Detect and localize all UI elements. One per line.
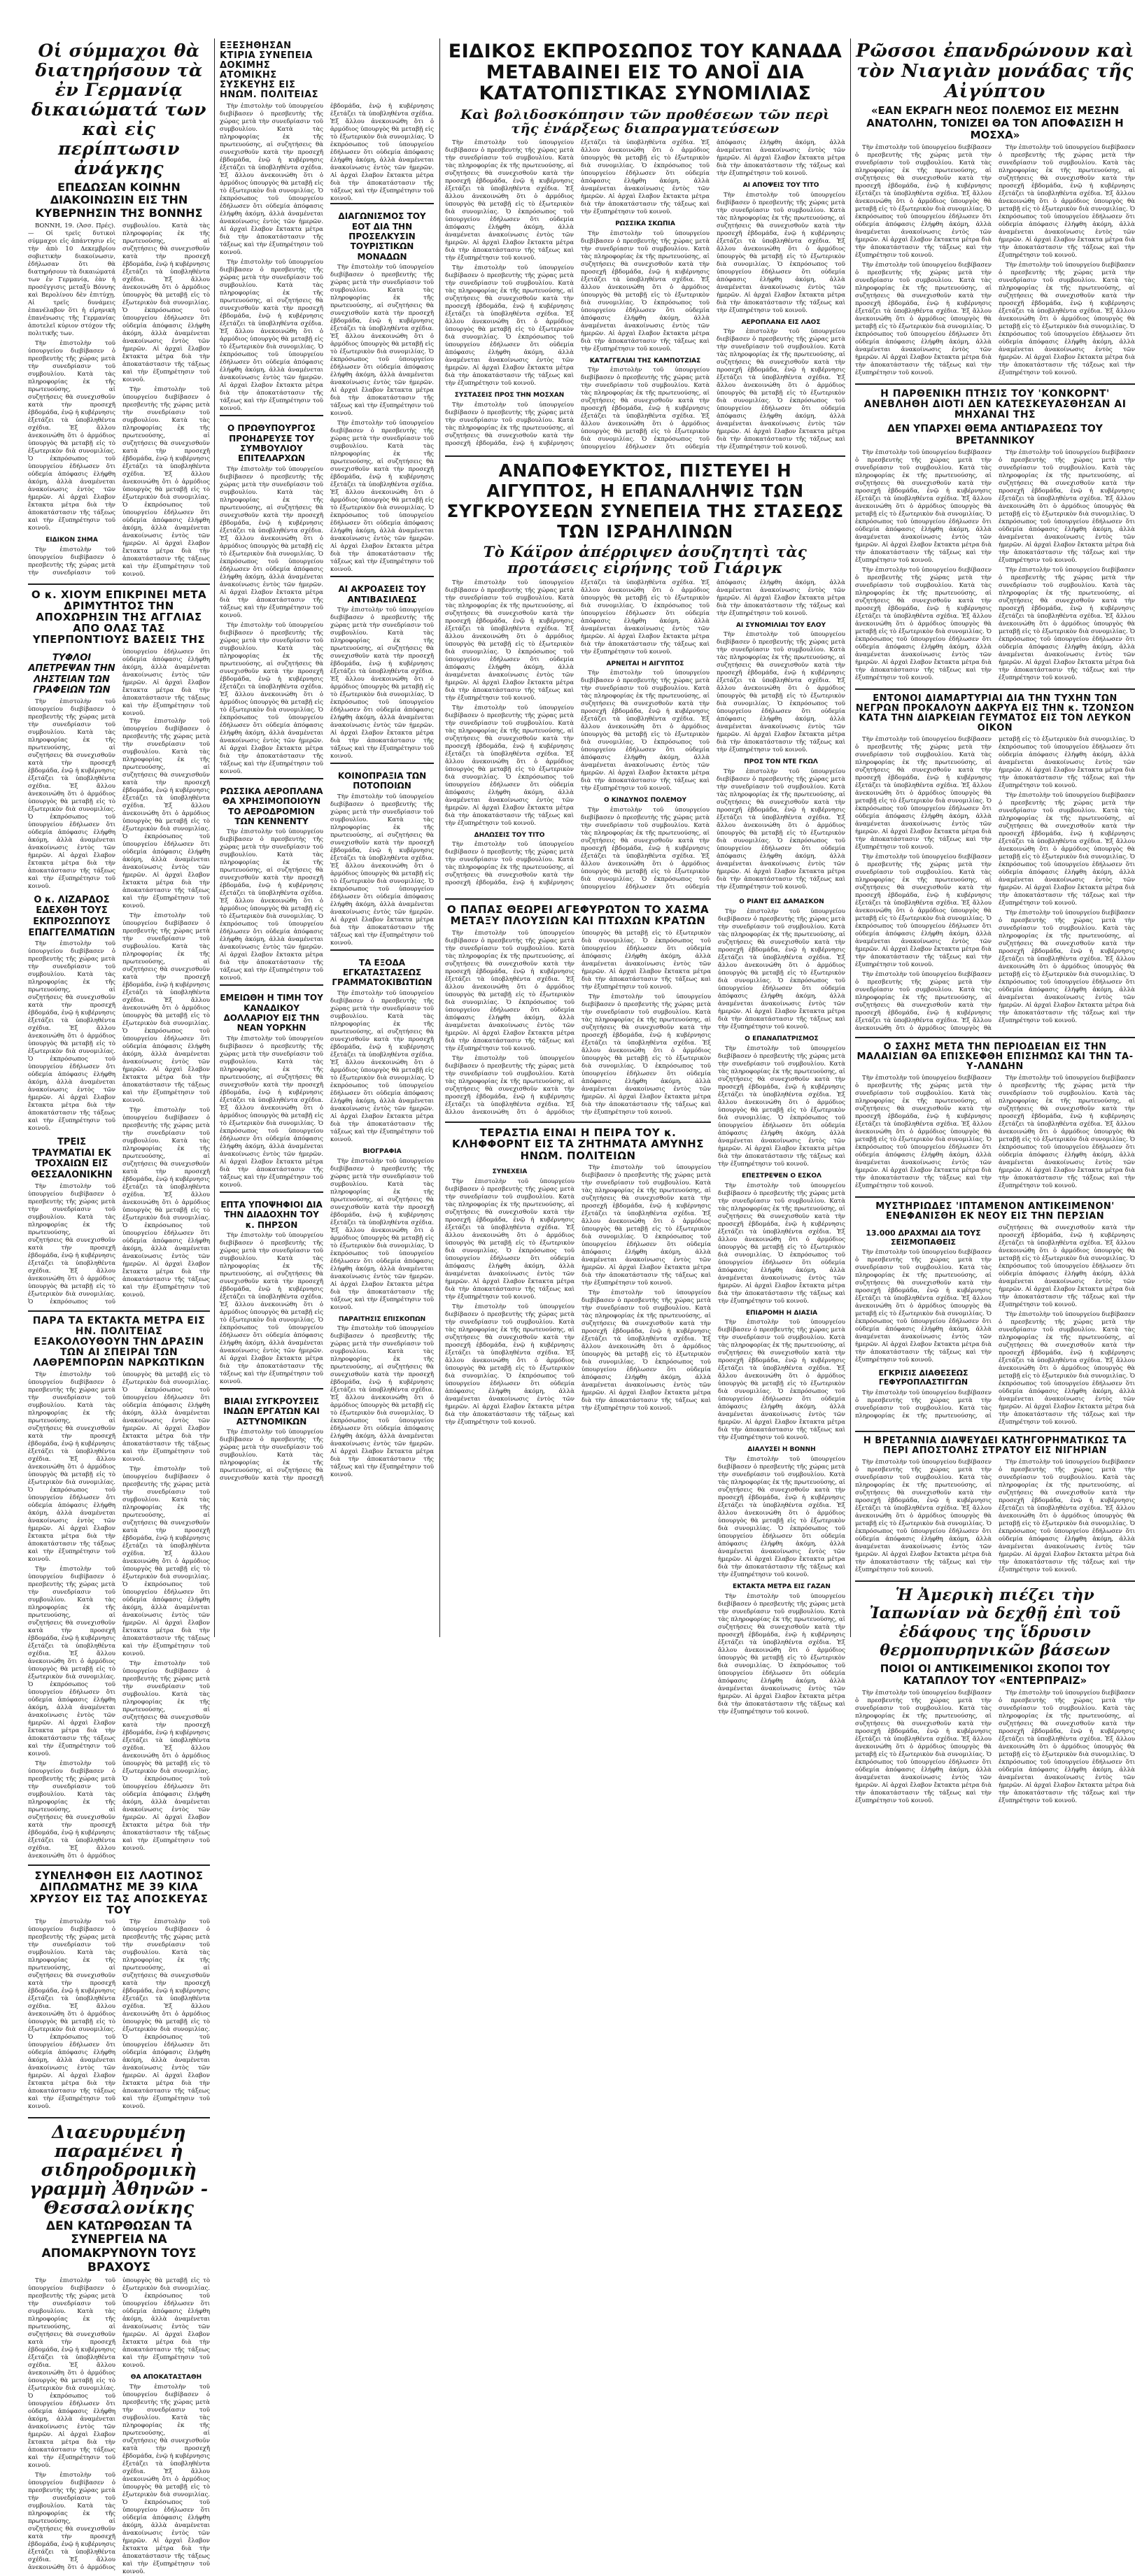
subhead-mini: ΔΗΛΩΣΕΙΣ ΤΟΥ ΤΙΤΟ <box>474 831 545 839</box>
subhead-weighbridges: ΕΓΚΡΙΣΙΣ ΔΙΑΘΕΣΕΩΣ ΓΕΦΥΡΟΠΛΑΣΤΙΓΓΩΝ <box>878 1368 968 1387</box>
subhead-mini: ΑΕΡΟΠΛΑΝΑ ΕΙΣ ΛΑΟΣ <box>741 318 821 326</box>
subhead-mini: Ο ΡΙΑΝΤ ΕΙΣ ΔΑΜΑΣΚΟΝ <box>739 898 824 906</box>
headline-indian-workers: ΒΙΑΙΑΙ ΣΥΓΚΡΟΥΣΕΙΣ ΙΝΔΩΝ ΕΡΓΑΤΩΝ ΚΑΙ ΑΣΤΥΝΟΜΙΚΩΝ <box>223 1396 320 1427</box>
headline-narcotics: ΠΑΡΑ ΤΑ ΕΚΤΑΚΤΑ ΜΕΤΡΑ ΕΙΣ ΗΝ. ΠΟΛΙΤΕΙΑΣ ΕΞΑΚΟΛΟΥΘΟΥΝ ΤΗΝ ΔΡΑΣΙΝ ΤΩΝ ΑΙ ΣΠΕΙΡΑΙ ΤΩΝ ΛΑΘΡΕΜΠΟΡΩΝ ΝΑΡΚΩΤΙΚΩΝ <box>32 1315 206 1369</box>
column-rule <box>439 38 440 1637</box>
subhead-mini: ΑΙ ΑΠΟΨΕΙΣ ΤΟΥ ΤΙΤΟ <box>742 181 819 189</box>
column-3: ΕΙΔΙΚΟΣ ΕΚΠΡΟΣΩΠΟΣ ΤΟΥ ΚΑΝΑΔΑ ΜΕΤΑΒΑΙΝΕΙ ΕΙΣ ΤΟ ΑΝΟΪ ΔΙΑ ΚΑΤΑΤΟΠΙΣΤΙΚΑΣ ΣΥΝΟΜΙΛΙΑΣ Καὶ βολιδοσκόπησιν τῶν προθέσεων τῶν περὶ τῆς ἐνάρξεως διαπραγματεύσεων Τὴν ἐπιστολὴν τοῦ ὑπουργείου διεβίβασεν ὁ πρεσβευτὴς τῆς χώρας μετὰ τὴν συνεδρίασιν τοῦ συμβουλίου. Κατὰ τὰς πληροφορίας ἐκ τῆς πρωτευούσης, αἱ συζητήσεις θὰ συνεχισθοῦν κατὰ τὴν προσεχῆ ἑβδομάδα, ἐνῷ ἡ κυβέρνησις ἐξετάζει τὰ ὑποβληθέντα σχέδια. Ἐξ ἄλλου ἀνεκοινώθη ὅτι ὁ ἀρμόδιος ὑπουργὸς θὰ μεταβῇ εἰς τὸ ἐξωτερικὸν διὰ συνομιλίας. Ὁ ἐκπρόσωπος τοῦ ὑπουργείου ἐδήλωσεν ὅτι οὐδεμία ἀπόφασις ἐλήφθη ἀκόμη, ἀλλὰ ἀναμένεται ἀνακοίνωσις ἐντὸς τῶν ἡμερῶν. Αἱ ἀρχαὶ ἔλαβον ἔκτακτα μέτρα διὰ τὴν ἀποκατάστασιν τῆς τάξεως καὶ τὴν ἐξυπηρέτησιν τοῦ κοινοῦ. Τὴν ἐπιστολὴν τοῦ ὑπουργείου διεβίβασεν ὁ πρεσβευτὴς τῆς χώρας μετὰ τὴν συνεδρίασιν τοῦ συμβουλίου. Κατὰ τὰς πληροφορίας ἐκ τῆς πρωτευούσης, αἱ συζητήσεις θὰ συνεχισθοῦν κατὰ τὴν προσεχῆ ἑβδομάδα, ἐνῷ ἡ κυβέρνησις ἐξετάζει τὰ ὑποβληθέντα σχέδια. Ἐξ ἄλλου ἀνεκοινώθη ὅτι ὁ ἀρμόδιος ὑπουργὸς θὰ μεταβῇ εἰς τὸ ἐξωτερικὸν διὰ συνομιλίας. Ὁ ἐκπρόσωπος τοῦ ὑπουργείου ἐδήλωσεν ὅτι οὐδεμία ἀπόφασις ἐλήφθη ἀκόμη, ἀλλὰ ἀναμένεται ἀνακοίνωσις ἐντὸς τῶν ἡμερῶν. Αἱ ἀρχαὶ ἔλαβον ἔκτακτα μέτρα διὰ τὴν ἀποκατάστασιν τῆς τάξεως καὶ τὴν ἐξυπηρέτησιν τοῦ κοινοῦ. ΣΥΣΤΑΣΕΙΣ ΠΡΟΣ ΤΗΝ ΜΟΣΧΑΝ Τὴν ἐπιστολὴν τοῦ ὑπουργείου διεβίβασεν ὁ πρεσβευτὴς τῆς χώρας μετὰ τὴν συνεδρίασιν τοῦ συμβουλίου. Κατὰ τὰς πληροφορίας ἐκ τῆς πρωτευούσης, αἱ συζητήσεις θὰ συνεχισθοῦν κατὰ τὴν προσεχῆ ἑβδομάδα, ἐνῷ ἡ κυβέρνησις ἐξετάζει τὰ ὑποβληθέντα σχέδια. Ἐξ ἄλλου ἀνεκοινώθη ὅτι ὁ ἀρμόδιος ὑπουργὸς θὰ μεταβῇ εἰς τὸ ἐξωτερικὸν διὰ συνομιλίας. Ὁ ἐκπρόσωπος τοῦ ὑπουργείου ἐδήλωσεν ὅτι οὐδεμία ἀπόφασις ἐλήφθη ἀκόμη, ἀλλὰ ἀναμένεται ἀνακοίνωσις ἐντὸς τῶν ἡμερῶν. Αἱ ἀρχαὶ ἔλαβον ἔκτακτα μέτρα διὰ τὴν ἀποκατάστασιν τῆς τάξεως καὶ τὴν ἐξυπηρέτησιν τοῦ κοινοῦ. ΡΩΣΣΙΚΑ ΣΚΩΠΙΑ Τὴν ἐπιστολὴν τοῦ ὑπουργείου διεβίβασεν ὁ πρεσβευτὴς τῆς χώρας μετὰ τὴν συνεδρίασιν τοῦ συμβουλίου. Κατὰ τὰς πληροφορίας ἐκ τῆς πρωτευούσης, αἱ συζητήσεις θὰ συνεχισθοῦν κατὰ τὴν προσεχῆ ἑβδομάδα, ἐνῷ ἡ κυβέρνησις ἐξετάζει τὰ ὑποβληθέντα σχέδια. Ἐξ ἄλλου ἀνεκοινώθη ὅτι ὁ ἀρμόδιος ὑπουργὸς θὰ μεταβῇ εἰς τὸ ἐξωτερικὸν διὰ συνομιλίας. Ὁ ἐκπρόσωπος τοῦ ὑπουργείου ἐδήλωσεν ὅτι οὐδεμία ἀπόφασις ἐλήφθη ἀκόμη, ἀλλὰ ἀναμένεται ἀνακοίνωσις ἐντὸς τῶν ἡμερῶν. Αἱ ἀρχαὶ ἔλαβον ἔκτακτα μέτρα διὰ τὴν ἀποκατάστασιν τῆς τάξεως καὶ τὴν ἐξυπηρέτησιν τοῦ κοινοῦ. ΚΑΤΑΓΓΕΛΙΑΙ ΤΗΣ ΚΑΜΠΟΤΖΙΑΣ Τὴν ἐπιστολὴν τοῦ ὑπουργείου διεβίβασεν ὁ πρεσβευτὴς τῆς χώρας μετὰ τὴν συνεδρίασιν τοῦ συμβουλίου. Κατὰ τὰς πληροφορίας ἐκ τῆς πρωτευούσης, αἱ συζητήσεις θὰ συνεχισθοῦν κατὰ τὴν προσεχῆ ἑβδομάδα, ἐνῷ ἡ κυβέρνησις ἐξετάζει τὰ ὑποβληθέντα σχέδια. Ἐξ ἄλλου ἀνεκοινώθη ὅτι ὁ ἀρμόδιος ὑπουργὸς θὰ μεταβῇ εἰς τὸ ἐξωτερικὸν διὰ συνομιλίας. Ὁ ἐκπρόσωπος τοῦ ὑπουργείου ἐδήλωσεν ὅτι οὐδεμία ἀπόφασις ἐλήφθη ἀκόμη, ἀλλὰ ἀναμένεται ἀνακοίνωσις ἐντὸς τῶν ἡμερῶν. Αἱ ἀρχαὶ ἔλαβον ἔκτακτα μέτρα διὰ τὴν ἀποκατάστασιν τῆς τάξεως καὶ τὴν ἐξυπηρέτησιν τοῦ κοινοῦ. ΑΙ ΑΠΟΨΕΙΣ ΤΟΥ ΤΙΤΟ Τὴν ἐπιστολὴν τοῦ ὑπουργείου διεβίβασεν ὁ πρεσβευτὴς τῆς χώρας μετὰ τὴν συνεδρίασιν τοῦ συμβουλίου. Κατὰ τὰς πληροφορίας ἐκ τῆς πρωτευούσης, αἱ συζητήσεις θὰ συνεχισθοῦν κατὰ τὴν προσεχῆ ἑβδομάδα, ἐνῷ ἡ κυβέρνησις ἐξετάζει τὰ ὑποβληθέντα σχέδια. Ἐξ ἄλλου ἀνεκοινώθη ὅτι ὁ ἀρμόδιος ὑπουργὸς θὰ μεταβῇ εἰς τὸ ἐξωτερικὸν διὰ συνομιλίας. Ὁ ἐκπρόσωπος τοῦ ὑπουργείου ἐδήλωσεν ὅτι οὐδεμία ἀπόφασις ἐλήφθη ἀκόμη, ἀλλὰ ἀναμένεται ἀνακοίνωσις ἐντὸς τῶν ἡμερῶν. Αἱ ἀρχαὶ ἔλαβον ἔκτακτα μέτρα διὰ τὴν ἀποκατάστασιν τῆς τάξεως καὶ τὴν ἐξυπηρέτησιν τοῦ κοινοῦ. ΑΕΡΟΠΛΑΝΑ ΕΙΣ ΛΑΟΣ Τὴν ἐπιστολὴν τοῦ ὑπουργείου διεβίβασεν ὁ πρεσβευτὴς τῆς χώρας μετὰ τὴν συνεδρίασιν τοῦ συμβουλίου. Κατὰ τὰς πληροφορίας ἐκ τῆς πρωτευούσης, αἱ συζητήσεις θὰ συνεχισθοῦν κατὰ τὴν προσεχῆ ἑβδομάδα, ἐνῷ ἡ κυβέρνησις ἐξετάζει τὰ ὑποβληθέντα σχέδια. Ἐξ ἄλλου ἀνεκοινώθη ὅτι ὁ ἀρμόδιος ὑπουργὸς θὰ μεταβῇ εἰς τὸ ἐξωτερικὸν διὰ συνομιλίας. Ὁ ἐκπρόσωπος τοῦ ὑπουργείου ἐδήλωσεν ὅτι οὐδεμία ἀπόφασις ἐλήφθη ἀκόμη, ἀλλὰ ἀναμένεται ἀνακοίνωσις ἐντὸς τῶν ἡμερῶν. Αἱ ἀρχαὶ ἔλαβον ἔκτακτα μέτρα διὰ τὴν ἀποκατάστασιν τῆς τάξεως καὶ τὴν ἐξυπηρέτησιν τοῦ κοινοῦ. ΑΝΑΠΟΦΕΥΚΤΟΣ, ΠΙΣΤΕΥΕΙ Η ΑΙΓΥΠΤΟΣ, Η ΕΠΑΝΑΛΗΨΙΣ ΤΩΝ ΣΥΓΚΡΟΥΣΕΩΝ ΣΥΝΕΠΕΙΑ ΤΗΣ ΣΤΑΣΕΩΣ ΤΩΝ ΙΣΡΑΗΛΙΝΩΝ Τὸ Κάϊρον ἀπέρριψεν ἀσυζητητὶ τὰς προτάσεις εἰρήνης τοῦ Γιάριγκ Τὴν ἐπιστολὴν τοῦ ὑπουργείου διεβίβασεν ὁ πρεσβευτὴς τῆς χώρας μετὰ τὴν συνεδρίασιν τοῦ συμβουλίου. Κατὰ τὰς πληροφορίας ἐκ τῆς πρωτευούσης, αἱ συζητήσεις θὰ συνεχισθοῦν κατὰ τὴν προσεχῆ ἑβδομάδα, ἐνῷ ἡ κυβέρνησις ἐξετάζει τὰ ὑποβληθέντα σχέδια. Ἐξ ἄλλου ἀνεκοινώθη ὅτι ὁ ἀρμόδιος ὑπουργὸς θὰ μεταβῇ εἰς τὸ ἐξωτερικὸν διὰ συνομιλίας. Ὁ ἐκπρόσωπος τοῦ ὑπουργείου ἐδήλωσεν ὅτι οὐδεμία ἀπόφασις ἐλήφθη ἀκόμη, ἀλλὰ ἀναμένεται ἀνακοίνωσις ἐντὸς τῶν ἡμερῶν. Αἱ ἀρχαὶ ἔλαβον ἔκτακτα μέτρα διὰ τὴν ἀποκατάστασιν τῆς τάξεως καὶ τὴν ἐξυπηρέτησιν τοῦ κοινοῦ. Τὴν ἐπιστολὴν τοῦ ὑπουργείου διεβίβασεν ὁ πρεσβευτὴς τῆς χώρας μετὰ τὴν συνεδρίασιν τοῦ συμβουλίου. Κατὰ τὰς πληροφορίας ἐκ τῆς πρωτευούσης, αἱ συζητήσεις θὰ συνεχισθοῦν κατὰ τὴν προσεχῆ ἑβδομάδα, ἐνῷ ἡ κυβέρνησις ἐξετάζει τὰ ὑποβληθέντα σχέδια. Ἐξ ἄλλου ἀνεκοινώθη ὅτι ὁ ἀρμόδιος ὑπουργὸς θὰ μεταβῇ εἰς τὸ ἐξωτερικὸν διὰ συνομιλίας. Ὁ ἐκπρόσωπος τοῦ ὑπουργείου ἐδήλωσεν ὅτι οὐδεμία ἀπόφασις ἐλήφθη ἀκόμη, ἀλλὰ ἀναμένεται ἀνακοίνωσις ἐντὸς τῶν ἡμερῶν. Αἱ ἀρχαὶ ἔλαβον ἔκτακτα μέτρα διὰ τὴν ἀποκατάστασιν τῆς τάξεως καὶ τὴν ἐξυπηρέτησιν τοῦ κοινοῦ. ΔΗΛΩΣΕΙΣ ΤΟΥ ΤΙΤΟ Τὴν ἐπιστολὴν τοῦ ὑπουργείου διεβίβασεν ὁ πρεσβευτὴς τῆς χώρας μετὰ τὴν συνεδρίασιν τοῦ συμβουλίου. Κατὰ τὰς πληροφορίας ἐκ τῆς πρωτευούσης, αἱ συζητήσεις θὰ συνεχισθοῦν κατὰ τὴν προσεχῆ ἑβδομάδα, ἐνῷ ἡ κυβέρνησις ἐξετάζει τὰ ὑποβληθέντα σχέδια. Ἐξ ἄλλου ἀνεκοινώθη ὅτι ὁ ἀρμόδιος ὑπουργὸς θὰ μεταβῇ εἰς τὸ ἐξωτερικὸν διὰ συνομιλίας. Ὁ ἐκπρόσωπος τοῦ ὑπουργείου ἐδήλωσεν ὅτι οὐδεμία ἀπόφασις ἐλήφθη ἀκόμη, ἀλλὰ ἀναμένεται ἀνακοίνωσις ἐντὸς τῶν ἡμερῶν. Αἱ ἀρχαὶ ἔλαβον ἔκτακτα μέτρα διὰ τὴν ἀποκατάστασιν τῆς τάξεως καὶ τὴν ἐξυπηρέτησιν τοῦ κοινοῦ. ΑΡΝΕΙΤΑΙ Η ΑΙΓΥΠΤΟΣ Τὴν ἐπιστολὴν τοῦ ὑπουργείου διεβίβασεν ὁ πρεσβευτὴς τῆς χώρας μετὰ τὴν συνεδρίασιν τοῦ συμβουλίου. Κατὰ τὰς πληροφορίας ἐκ τῆς πρωτευούσης, αἱ συζητήσεις θὰ συνεχισθοῦν κατὰ τὴν προσεχῆ ἑβδομάδα, ἐνῷ ἡ κυβέρνησις ἐξετάζει τὰ ὑποβληθέντα σχέδια. Ἐξ ἄλλου ἀνεκοινώθη ὅτι ὁ ἀρμόδιος ὑπουργὸς θὰ μεταβῇ εἰς τὸ ἐξωτερικὸν διὰ συνομιλίας. Ὁ ἐκπρόσωπος τοῦ ὑπουργείου ἐδήλωσεν ὅτι οὐδεμία ἀπόφασις ἐλήφθη ἀκόμη, ἀλλὰ ἀναμένεται ἀνακοίνωσις ἐντὸς τῶν ἡμερῶν. Αἱ ἀρχαὶ ἔλαβον ἔκτακτα μέτρα διὰ τὴν ἀποκατάστασιν τῆς τάξεως καὶ τὴν ἐξυπηρέτησιν τοῦ κοινοῦ. Ο ΚΙΝΔΥΝΟΣ ΠΟΛΕΜΟΥ Τὴν ἐπιστολὴν τοῦ ὑπουργείου διεβίβασεν ὁ πρεσβευτὴς τῆς χώρας μετὰ τὴν συνεδρίασιν τοῦ συμβουλίου. Κατὰ τὰς πληροφορίας ἐκ τῆς πρωτευούσης, αἱ συζητήσεις θὰ συνεχισθοῦν κατὰ τὴν προσεχῆ ἑβδομάδα, ἐνῷ ἡ κυβέρνησις ἐξετάζει τὰ ὑποβληθέντα σχέδια. Ἐξ ἄλλου ἀνεκοινώθη ὅτι ὁ ἀρμόδιος ὑπουργὸς θὰ μεταβῇ εἰς τὸ ἐξωτερικὸν διὰ συνομιλίας. Ὁ ἐκπρόσωπος τοῦ ὑπουργείου ἐδήλωσεν ὅτι οὐδεμία ἀπόφασις ἐλήφθη ἀκόμη, ἀλλὰ ἀναμένεται ἀνακοίνωσις ἐντὸς τῶν ἡμερῶν. Αἱ ἀρχαὶ ἔλαβον ἔκτακτα μέτρα διὰ τὴν ἀποκατάστασιν τῆς τάξεως καὶ τὴν ἐξυπηρέτησιν τοῦ κοινοῦ. ΑΙ ΣΥΝΟΜΙΛΙΑΙ ΤΟΥ ΕΛΟΥ Τὴν ἐπιστολὴν τοῦ ὑπουργείου διεβίβασεν ὁ πρεσβευτὴς τῆς χώρας μετὰ τὴν συνεδρίασιν τοῦ συμβουλίου. Κατὰ τὰς πληροφορίας ἐκ τῆς πρωτευούσης, αἱ συζητήσεις θὰ συνεχισθοῦν κατὰ τὴν προσεχῆ ἑβδομάδα, ἐνῷ ἡ κυβέρνησις ἐξετάζει τὰ ὑποβληθέντα σχέδια. Ἐξ ἄλλου ἀνεκοινώθη ὅτι ὁ ἀρμόδιος ὑπουργὸς θὰ μεταβῇ εἰς τὸ ἐξωτερικὸν διὰ συνομιλίας. Ὁ ἐκπρόσωπος τοῦ ὑπουργείου ἐδήλωσεν ὅτι οὐδεμία ἀπόφασις ἐλήφθη ἀκόμη, ἀλλὰ ἀναμένεται ἀνακοίνωσις ἐντὸς τῶν ἡμερῶν. Αἱ ἀρχαὶ ἔλαβον ἔκτακτα μέτρα διὰ τὴν ἀποκατάστασιν τῆς τάξεως καὶ τὴν ἐξυπηρέτησιν τοῦ κοινοῦ. ΠΡΟΣ ΤΟΝ ΝΤΕ ΓΚΩΛ Τὴν ἐπιστολὴν τοῦ ὑπουργείου διεβίβασεν ὁ πρεσβευτὴς τῆς χώρας μετὰ τὴν συνεδρίασιν τοῦ συμβουλίου. Κατὰ τὰς πληροφορίας ἐκ τῆς πρωτευούσης, αἱ συζητήσεις θὰ συνεχισθοῦν κατὰ τὴν προσεχῆ ἑβδομάδα, ἐνῷ ἡ κυβέρνησις ἐξετάζει τὰ ὑποβληθέντα σχέδια. Ἐξ ἄλλου ἀνεκοινώθη ὅτι ὁ ἀρμόδιος ὑπουργὸς θὰ μεταβῇ εἰς τὸ ἐξωτερικὸν διὰ συνομιλίας. Ὁ ἐκπρόσωπος τοῦ ὑπουργείου ἐδήλωσεν ὅτι οὐδεμία ἀπόφασις ἐλήφθη ἀκόμη, ἀλλὰ ἀναμένεται ἀνακοίνωσις ἐντὸς τῶν ἡμερῶν. Αἱ ἀρχαὶ ἔλαβον ἔκτακτα μέτρα διὰ τὴν ἀποκατάστασιν τῆς τάξεως καὶ τὴν ἐξυπηρέτησιν τοῦ κοινοῦ. Ο ΠΑΠΑΣ ΘΕΩΡΕΙ ΑΓΕΦΥΡΩΤΟΝ ΤΟ ΧΑΣΜΑ ΜΕΤΑΞΥ ΠΛΟΥΣΙΩΝ ΚΑΙ ΠΤΩΧΩΝ ΚΡΑΤΩΝ Τὴν ἐπιστολὴν τοῦ ὑπουργείου διεβίβασεν ὁ πρεσβευτὴς τῆς χώρας μετὰ τὴν συνεδρίασιν τοῦ συμβουλίου. Κατὰ τὰς πληροφορίας ἐκ τῆς πρωτευούσης, αἱ συζητήσεις θὰ συνεχισθοῦν κατὰ τὴν προσεχῆ ἑβδομάδα, ἐνῷ ἡ κυβέρνησις ἐξετάζει τὰ ὑποβληθέντα σχέδια. Ἐξ ἄλλου ἀνεκοινώθη ὅτι ὁ ἀρμόδιος ὑπουργὸς θὰ μεταβῇ εἰς τὸ ἐξωτερικὸν διὰ συνομιλίας. Ὁ ἐκπρόσωπος τοῦ ὑπουργείου ἐδήλωσεν ὅτι οὐδεμία ἀπόφασις ἐλήφθη ἀκόμη, ἀλλὰ ἀναμένεται ἀνακοίνωσις ἐντὸς τῶν ἡμερῶν. Αἱ ἀρχαὶ ἔλαβον ἔκτακτα μέτρα διὰ τὴν ἀποκατάστασιν τῆς τάξεως καὶ τὴν ἐξυπηρέτησιν τοῦ κοινοῦ. Τὴν ἐπιστολὴν τοῦ ὑπουργείου διεβίβασεν ὁ πρεσβευτὴς τῆς χώρας μετὰ τὴν συνεδρίασιν τοῦ συμβουλίου. Κατὰ τὰς πληροφορίας ἐκ τῆς πρωτευούσης, αἱ συζητήσεις θὰ συνεχισθοῦν κατὰ τὴν προσεχῆ ἑβδομάδα, ἐνῷ ἡ κυβέρνησις ἐξετάζει τὰ ὑποβληθέντα σχέδια. Ἐξ ἄλλου ἀνεκοινώθη ὅτι ὁ ἀρμόδιος ὑπουργὸς θὰ μεταβῇ εἰς τὸ ἐξωτερικὸν διὰ συνομιλίας. Ὁ ἐκπρόσωπος τοῦ ὑπουργείου ἐδήλωσεν ὅτι οὐδεμία ἀπόφασις ἐλήφθη ἀκόμη, ἀλλὰ ἀναμένεται ἀνακοίνωσις ἐντὸς τῶν ἡμερῶν. Αἱ ἀρχαὶ ἔλαβον ἔκτακτα μέτρα διὰ τὴν ἀποκατάστασιν τῆς τάξεως καὶ τὴν ἐξυπηρέτησιν τοῦ κοινοῦ. Τὴν ἐπιστολὴν τοῦ ὑπουργείου διεβίβασεν ὁ πρεσβευτὴς τῆς χώρας μετὰ τὴν συνεδρίασιν τοῦ συμβουλίου. Κατὰ τὰς πληροφορίας ἐκ τῆς πρωτευούσης, αἱ συζητήσεις θὰ συνεχισθοῦν κατὰ τὴν προσεχῆ ἑβδομάδα, ἐνῷ ἡ κυβέρνησις ἐξετάζει τὰ ὑποβληθέντα σχέδια. Ἐξ ἄλλου ἀνεκοινώθη ὅτι ὁ ἀρμόδιος ὑπουργὸς θὰ μεταβῇ εἰς τὸ ἐξωτερικὸν διὰ συνομιλίας. Ὁ ἐκπρόσωπος τοῦ ὑπουργείου ἐδήλωσεν ὅτι οὐδεμία ἀπόφασις ἐλήφθη ἀκόμη, ἀλλὰ ἀναμένεται ἀνακοίνωσις ἐντὸς τῶν ἡμερῶν. Αἱ ἀρχαὶ ἔλαβον ἔκτακτα μέτρα διὰ τὴν ἀποκατάστασιν τῆς τάξεως καὶ τὴν ἐξυπηρέτησιν τοῦ κοινοῦ. ΤΕΡΑΣΤΙΑ ΕΙΝΑΙ Η ΠΕΙΡΑ ΤΟΥ κ. ΚΛΗΦΦΟΡΝΤ ΕΙΣ ΤΑ ΖΗΤΗΜΑΤΑ ΑΜΥΝΗΣ ΗΝΩΜ. ΠΟΛΙΤΕΙΩΝ ΣΥΝΕΧΕΙΑ Τὴν ἐπιστολὴν τοῦ ὑπουργείου διεβίβασεν ὁ πρεσβευτὴς τῆς χώρας μετὰ τὴν συνεδρίασιν τοῦ συμβουλίου. Κατὰ τὰς πληροφορίας ἐκ τῆς πρωτευούσης, αἱ συζητήσεις θὰ συνεχισθοῦν κατὰ τὴν προσεχῆ ἑβδομάδα, ἐνῷ ἡ κυβέρνησις ἐξετάζει τὰ ὑποβληθέντα σχέδια. Ἐξ ἄλλου ἀνεκοινώθη ὅτι ὁ ἀρμόδιος ὑπουργὸς θὰ μεταβῇ εἰς τὸ ἐξωτερικὸν διὰ συνομιλίας. Ὁ ἐκπρόσωπος τοῦ ὑπουργείου ἐδήλωσεν ὅτι οὐδεμία ἀπόφασις ἐλήφθη ἀκόμη, ἀλλὰ ἀναμένεται ἀνακοίνωσις ἐντὸς τῶν ἡμερῶν. Αἱ ἀρχαὶ ἔλαβον ἔκτακτα μέτρα διὰ τὴν ἀποκατάστασιν τῆς τάξεως καὶ τὴν ἐξυπηρέτησιν τοῦ κοινοῦ. Τὴν ἐπιστολὴν τοῦ ὑπουργείου διεβίβασεν ὁ πρεσβευτὴς τῆς χώρας μετὰ τὴν συνεδρίασιν τοῦ συμβουλίου. Κατὰ τὰς πληροφορίας ἐκ τῆς πρωτευούσης, αἱ συζητήσεις θὰ συνεχισθοῦν κατὰ τὴν προσεχῆ ἑβδομάδα, ἐνῷ ἡ κυβέρνησις ἐξετάζει τὰ ὑποβληθέντα σχέδια. Ἐξ ἄλλου ἀνεκοινώθη ὅτι ὁ ἀρμόδιος ὑπουργὸς θὰ μεταβῇ εἰς τὸ ἐξωτερικὸν διὰ συνομιλίας. Ὁ ἐκπρόσωπος τοῦ ὑπουργείου ἐδήλωσεν ὅτι οὐδεμία ἀπόφασις ἐλήφθη ἀκόμη, ἀλλὰ ἀναμένεται ἀνακοίνωσις ἐντὸς τῶν ἡμερῶν. Αἱ ἀρχαὶ ἔλαβον ἔκτακτα μέτρα διὰ τὴν ἀποκατάστασιν τῆς τάξεως καὶ τὴν ἐξυπηρέτησιν τοῦ κοινοῦ. Τὴν ἐπιστολὴν τοῦ ὑπουργείου διεβίβασεν ὁ πρεσβευτὴς τῆς χώρας μετὰ τὴν συνεδρίασιν τοῦ συμβουλίου. Κατὰ τὰς πληροφορίας ἐκ τῆς πρωτευούσης, αἱ συζητήσεις θὰ συνεχισθοῦν κατὰ τὴν προσεχῆ ἑβδομάδα, ἐνῷ ἡ κυβέρνησις ἐξετάζει τὰ ὑποβληθέντα σχέδια. Ἐξ ἄλλου ἀνεκοινώθη ὅτι ὁ ἀρμόδιος ὑπουργὸς θὰ μεταβῇ εἰς τὸ ἐξωτερικὸν διὰ συνομιλίας. Ὁ ἐκπρόσωπος τοῦ ὑπουργείου ἐδήλωσεν ὅτι οὐδεμία ἀπόφασις ἐλήφθη ἀκόμη, ἀλλὰ ἀναμένεται ἀνακοίνωσις ἐντὸς τῶν ἡμερῶν. Αἱ ἀρχαὶ ἔλαβον ἔκτακτα μέτρα διὰ τὴν ἀποκατάστασιν τῆς τάξεως καὶ τὴν ἐξυπηρέτησιν τοῦ κοινοῦ. Τὴν ἐπιστολὴν τοῦ ὑπουργείου διεβίβασεν ὁ πρεσβευτὴς τῆς χώρας μετὰ τὴν συνεδρίασιν τοῦ συμβουλίου. Κατὰ τὰς πληροφορίας ἐκ τῆς πρωτευούσης, αἱ συζητήσεις θὰ συνεχισθοῦν κατὰ τὴν προσεχῆ ἑβδομάδα, ἐνῷ ἡ κυβέρνησις ἐξετάζει τὰ ὑποβληθέντα σχέδια. Ἐξ ἄλλου ἀνεκοινώθη ὅτι ὁ ἀρμόδιος ὑπουργὸς θὰ μεταβῇ εἰς τὸ ἐξωτερικὸν διὰ συνομιλίας. Ὁ ἐκπρόσωπος τοῦ ὑπουργείου ἐδήλωσεν ὅτι οὐδεμία ἀπόφασις ἐλήφθη ἀκόμη, ἀλλὰ ἀναμένεται ἀνακοίνωσις ἐντὸς τῶν ἡμερῶν. Αἱ ἀρχαὶ ἔλαβον ἔκτακτα μέτρα διὰ τὴν ἀποκατάστασιν τῆς τάξεως καὶ τὴν ἐξυπηρέτησιν τοῦ κοινοῦ. Ο ΡΙΑΝΤ ΕΙΣ ΔΑΜΑΣΚΟΝ Τὴν ἐπιστολὴν τοῦ ὑπουργείου διεβίβασεν ὁ πρεσβευτὴς τῆς χώρας μετὰ τὴν συνεδρίασιν τοῦ συμβουλίου. Κατὰ τὰς πληροφορίας ἐκ τῆς πρωτευούσης, αἱ συζητήσεις θὰ συνεχισθοῦν κατὰ τὴν προσεχῆ ἑβδομάδα, ἐνῷ ἡ κυβέρνησις ἐξετάζει τὰ ὑποβληθέντα σχέδια. Ἐξ ἄλλου ἀνεκοινώθη ὅτι ὁ ἀρμόδιος ὑπουργὸς θὰ μεταβῇ εἰς τὸ ἐξωτερικὸν διὰ συνομιλίας. Ὁ ἐκπρόσωπος τοῦ ὑπουργείου ἐδήλωσεν ὅτι οὐδεμία ἀπόφασις ἐλήφθη ἀκόμη, ἀλλὰ ἀναμένεται ἀνακοίνωσις ἐντὸς τῶν ἡμερῶν. Αἱ ἀρχαὶ ἔλαβον ἔκτακτα μέτρα διὰ τὴν ἀποκατάστασιν τῆς τάξεως καὶ τὴν ἐξυπηρέτησιν τοῦ κοινοῦ. Ο ΕΠΑΝΑΠΑΤΡΙΣΜΟΣ Τὴν ἐπιστολὴν τοῦ ὑπουργείου διεβίβασεν ὁ πρεσβευτὴς τῆς χώρας μετὰ τὴν συνεδρίασιν τοῦ συμβουλίου. Κατὰ τὰς πληροφορίας ἐκ τῆς πρωτευούσης, αἱ συζητήσεις θὰ συνεχισθοῦν κατὰ τὴν προσεχῆ ἑβδομάδα, ἐνῷ ἡ κυβέρνησις ἐξετάζει τὰ ὑποβληθέντα σχέδια. Ἐξ ἄλλου ἀνεκοινώθη ὅτι ὁ ἀρμόδιος ὑπουργὸς θὰ μεταβῇ εἰς τὸ ἐξωτερικὸν διὰ συνομιλίας. Ὁ ἐκπρόσωπος τοῦ ὑπουργείου ἐδήλωσεν ὅτι οὐδεμία ἀπόφασις ἐλήφθη ἀκόμη, ἀλλὰ ἀναμένεται ἀνακοίνωσις ἐντὸς τῶν ἡμερῶν. Αἱ ἀρχαὶ ἔλαβον ἔκτακτα μέτρα διὰ τὴν ἀποκατάστασιν τῆς τάξεως καὶ τὴν ἐξυπηρέτησιν τοῦ κοινοῦ. ΕΠΕΣΤΡΕΨΕΝ Ο ΕΣΚΟΛ Τὴν ἐπιστολὴν τοῦ ὑπουργείου διεβίβασεν ὁ πρεσβευτὴς τῆς χώρας μετὰ τὴν συνεδρίασιν τοῦ συμβουλίου. Κατὰ τὰς πληροφορίας ἐκ τῆς πρωτευούσης, αἱ συζητήσεις θὰ συνεχισθοῦν κατὰ τὴν προσεχῆ ἑβδομάδα, ἐνῷ ἡ κυβέρνησις ἐξετάζει τὰ ὑποβληθέντα σχέδια. Ἐξ ἄλλου ἀνεκοινώθη ὅτι ὁ ἀρμόδιος ὑπουργὸς θὰ μεταβῇ εἰς τὸ ἐξωτερικὸν διὰ συνομιλίας. Ὁ ἐκπρόσωπος τοῦ ὑπουργείου ἐδήλωσεν ὅτι οὐδεμία ἀπόφασις ἐλήφθη ἀκόμη, ἀλλὰ ἀναμένεται ἀνακοίνωσις ἐντὸς τῶν ἡμερῶν. Αἱ ἀρχαὶ ἔλαβον ἔκτακτα μέτρα διὰ τὴν ἀποκατάστασιν τῆς τάξεως καὶ τὴν ἐξυπηρέτησιν τοῦ κοινοῦ. ΕΠΙΔΡΟΜΗ Η ΔΙΑΣΙΑ Τὴν ἐπιστολὴν τοῦ ὑπουργείου διεβίβασεν ὁ πρεσβευτὴς τῆς χώρας μετὰ τὴν συνεδρίασιν τοῦ συμβουλίου. Κατὰ τὰς πληροφορίας ἐκ τῆς πρωτευούσης, αἱ συζητήσεις θὰ συνεχισθοῦν κατὰ τὴν προσεχῆ ἑβδομάδα, ἐνῷ ἡ κυβέρνησις ἐξετάζει τὰ ὑποβληθέντα σχέδια. Ἐξ ἄλλου ἀνεκοινώθη ὅτι ὁ ἀρμόδιος ὑπουργὸς θὰ μεταβῇ εἰς τὸ ἐξωτερικὸν διὰ συνομιλίας. Ὁ ἐκπρόσωπος τοῦ ὑπουργείου ἐδήλωσεν ὅτι οὐδεμία ἀπόφασις ἐλήφθη ἀκόμη, ἀλλὰ ἀναμένεται ἀνακοίνωσις ἐντὸς τῶν ἡμερῶν. Αἱ ἀρχαὶ ἔλαβον ἔκτακτα μέτρα διὰ τὴν ἀποκατάστασιν τῆς τάξεως καὶ τὴν ἐξυπηρέτησιν τοῦ κοινοῦ. ΔΙΑΛΥΣΕΙ Η ΒΟΝΝΗ Τὴν ἐπιστολὴν τοῦ ὑπουργείου διεβίβασεν ὁ πρεσβευτὴς τῆς χώρας μετὰ τὴν συνεδρίασιν τοῦ συμβουλίου. Κατὰ τὰς πληροφορίας ἐκ τῆς πρωτευούσης, αἱ συζητήσεις θὰ συνεχισθοῦν κατὰ τὴν προσεχῆ ἑβδομάδα, ἐνῷ ἡ κυβέρνησις ἐξετάζει τὰ ὑποβληθέντα σχέδια. Ἐξ ἄλλου ἀνεκοινώθη ὅτι ὁ ἀρμόδιος ὑπουργὸς θὰ μεταβῇ εἰς τὸ ἐξωτερικὸν διὰ συνομιλίας. Ὁ ἐκπρόσωπος τοῦ ὑπουργείου ἐδήλωσεν ὅτι οὐδεμία ἀπόφασις ἐλήφθη ἀκόμη, ἀλλὰ ἀναμένεται ἀνακοίνωσις ἐντὸς τῶν ἡμερῶν. Αἱ ἀρχαὶ ἔλαβον ἔκτακτα μέτρα διὰ τὴν ἀποκατάστασιν τῆς τάξεως καὶ τὴν ἐξυπηρέτησιν τοῦ κοινοῦ. ΕΚΤΑΚΤΑ ΜΕΤΡΑ ΕΙΣ ΓΑΖΑΝ Τὴν ἐπιστολὴν τοῦ ὑπουργείου διεβίβασεν ὁ πρεσβευτὴς τῆς χώρας μετὰ τὴν συνεδρίασιν τοῦ συμβουλίου. Κατὰ τὰς πληροφορίας ἐκ τῆς πρωτευούσης, αἱ συζητήσεις θὰ συνεχισθοῦν κατὰ τὴν προσεχῆ ἑβδομάδα, ἐνῷ ἡ κυβέρνησις ἐξετάζει τὰ ὑποβληθέντα σχέδια. Ἐξ ἄλλου ἀνεκοινώθη ὅτι ὁ ἀρμόδιος ὑπουργὸς θὰ μεταβῇ εἰς τὸ ἐξωτερικὸν διὰ συνομιλίας. Ὁ ἐκπρόσωπος τοῦ ὑπουργείου ἐδήλωσεν ὅτι οὐδεμία ἀπόφασις ἐλήφθη ἀκόμη, ἀλλὰ ἀναμένεται ἀνακοίνωσις ἐντὸς τῶν ἡμερῶν. Αἱ ἀρχαὶ ἔλαβον ἔκτακτα μέτρα διὰ τὴν ἀποκατάστασιν τῆς τάξεως καὶ τὴν ἐξυπηρέτησιν τοῦ κοινοῦ. <box>445 41 845 1716</box>
subhead-mini: ΕΠΙΔΡΟΜΗ Η ΔΙΑΣΙΑ <box>745 1309 818 1317</box>
subhead-mini: ΠΑΡΑΙΤΗΣΙΣ ΕΠΙΣΚΟΠΩΝ <box>338 1315 426 1323</box>
column-2: ΕΞΕΣΗΘΗΣΑΝ ΚΤΙΡΙΑ ΣΥΝΕΠΕΙΑ ΔΟΚΙΜΗΣ ΑΤΟΜΙΚΗΣ ΣΥΣΚΕΥΗΣ ΕΙΣ ΗΝΩΜ. ΠΟΛΙΤΕΙΑΣ Τὴν ἐπιστολὴν τοῦ ὑπουργείου διεβίβασεν ὁ πρεσβευτὴς τῆς χώρας μετὰ τὴν συνεδρίασιν τοῦ συμβουλίου. Κατὰ τὰς πληροφορίας ἐκ τῆς πρωτευούσης, αἱ συζητήσεις θὰ συνεχισθοῦν κατὰ τὴν προσεχῆ ἑβδομάδα, ἐνῷ ἡ κυβέρνησις ἐξετάζει τὰ ὑποβληθέντα σχέδια. Ἐξ ἄλλου ἀνεκοινώθη ὅτι ὁ ἀρμόδιος ὑπουργὸς θὰ μεταβῇ εἰς τὸ ἐξωτερικὸν διὰ συνομιλίας. Ὁ ἐκπρόσωπος τοῦ ὑπουργείου ἐδήλωσεν ὅτι οὐδεμία ἀπόφασις ἐλήφθη ἀκόμη, ἀλλὰ ἀναμένεται ἀνακοίνωσις ἐντὸς τῶν ἡμερῶν. Αἱ ἀρχαὶ ἔλαβον ἔκτακτα μέτρα διὰ τὴν ἀποκατάστασιν τῆς τάξεως καὶ τὴν ἐξυπηρέτησιν τοῦ κοινοῦ. Τὴν ἐπιστολὴν τοῦ ὑπουργείου διεβίβασεν ὁ πρεσβευτὴς τῆς χώρας μετὰ τὴν συνεδρίασιν τοῦ συμβουλίου. Κατὰ τὰς πληροφορίας ἐκ τῆς πρωτευούσης, αἱ συζητήσεις θὰ συνεχισθοῦν κατὰ τὴν προσεχῆ ἑβδομάδα, ἐνῷ ἡ κυβέρνησις ἐξετάζει τὰ ὑποβληθέντα σχέδια. Ἐξ ἄλλου ἀνεκοινώθη ὅτι ὁ ἀρμόδιος ὑπουργὸς θὰ μεταβῇ εἰς τὸ ἐξωτερικὸν διὰ συνομιλίας. Ὁ ἐκπρόσωπος τοῦ ὑπουργείου ἐδήλωσεν ὅτι οὐδεμία ἀπόφασις ἐλήφθη ἀκόμη, ἀλλὰ ἀναμένεται ἀνακοίνωσις ἐντὸς τῶν ἡμερῶν. Αἱ ἀρχαὶ ἔλαβον ἔκτακτα μέτρα διὰ τὴν ἀποκατάστασιν τῆς τάξεως καὶ τὴν ἐξυπηρέτησιν τοῦ κοινοῦ. Ο ΠΡΩΘΥΠΟΥΡΓΟΣ ΠΡΟΗΔΡΕΥΣΕ ΤΟΥ ΣΥΜΒΟΥΛΙΟΥ ΕΠΙΤΕΛΑΡΧΩΝ Τὴν ἐπιστολὴν τοῦ ὑπουργείου διεβίβασεν ὁ πρεσβευτὴς τῆς χώρας μετὰ τὴν συνεδρίασιν τοῦ συμβουλίου. Κατὰ τὰς πληροφορίας ἐκ τῆς πρωτευούσης, αἱ συζητήσεις θὰ συνεχισθοῦν κατὰ τὴν προσεχῆ ἑβδομάδα, ἐνῷ ἡ κυβέρνησις ἐξετάζει τὰ ὑποβληθέντα σχέδια. Ἐξ ἄλλου ἀνεκοινώθη ὅτι ὁ ἀρμόδιος ὑπουργὸς θὰ μεταβῇ εἰς τὸ ἐξωτερικὸν διὰ συνομιλίας. Ὁ ἐκπρόσωπος τοῦ ὑπουργείου ἐδήλωσεν ὅτι οὐδεμία ἀπόφασις ἐλήφθη ἀκόμη, ἀλλὰ ἀναμένεται ἀνακοίνωσις ἐντὸς τῶν ἡμερῶν. Αἱ ἀρχαὶ ἔλαβον ἔκτακτα μέτρα διὰ τὴν ἀποκατάστασιν τῆς τάξεως καὶ τὴν ἐξυπηρέτησιν τοῦ κοινοῦ. Τὴν ἐπιστολὴν τοῦ ὑπουργείου διεβίβασεν ὁ πρεσβευτὴς τῆς χώρας μετὰ τὴν συνεδρίασιν τοῦ συμβουλίου. Κατὰ τὰς πληροφορίας ἐκ τῆς πρωτευούσης, αἱ συζητήσεις θὰ συνεχισθοῦν κατὰ τὴν προσεχῆ ἑβδομάδα, ἐνῷ ἡ κυβέρνησις ἐξετάζει τὰ ὑποβληθέντα σχέδια. Ἐξ ἄλλου ἀνεκοινώθη ὅτι ὁ ἀρμόδιος ὑπουργὸς θὰ μεταβῇ εἰς τὸ ἐξωτερικὸν διὰ συνομιλίας. Ὁ ἐκπρόσωπος τοῦ ὑπουργείου ἐδήλωσεν ὅτι οὐδεμία ἀπόφασις ἐλήφθη ἀκόμη, ἀλλὰ ἀναμένεται ἀνακοίνωσις ἐντὸς τῶν ἡμερῶν. Αἱ ἀρχαὶ ἔλαβον ἔκτακτα μέτρα διὰ τὴν ἀποκατάστασιν τῆς τάξεως καὶ τὴν ἐξυπηρέτησιν τοῦ κοινοῦ. ΡΩΣΣΙΚΑ ΑΕΡΟΠΛΑΝΑ ΘΑ ΧΡΗΣΙΜΟΠΟΙΟΥΝ ΤΟ ΑΕΡΟΔΡΟΜΙΟΝ ΤΩΝ ΚΕΝΝΕΝΤΥ Τὴν ἐπιστολὴν τοῦ ὑπουργείου διεβίβασεν ὁ πρεσβευτὴς τῆς χώρας μετὰ τὴν συνεδρίασιν τοῦ συμβουλίου. Κατὰ τὰς πληροφορίας ἐκ τῆς πρωτευούσης, αἱ συζητήσεις θὰ συνεχισθοῦν κατὰ τὴν προσεχῆ ἑβδομάδα, ἐνῷ ἡ κυβέρνησις ἐξετάζει τὰ ὑποβληθέντα σχέδια. Ἐξ ἄλλου ἀνεκοινώθη ὅτι ὁ ἀρμόδιος ὑπουργὸς θὰ μεταβῇ εἰς τὸ ἐξωτερικὸν διὰ συνομιλίας. Ὁ ἐκπρόσωπος τοῦ ὑπουργείου ἐδήλωσεν ὅτι οὐδεμία ἀπόφασις ἐλήφθη ἀκόμη, ἀλλὰ ἀναμένεται ἀνακοίνωσις ἐντὸς τῶν ἡμερῶν. Αἱ ἀρχαὶ ἔλαβον ἔκτακτα μέτρα διὰ τὴν ἀποκατάστασιν τῆς τάξεως καὶ τὴν ἐξυπηρέτησιν τοῦ κοινοῦ. ΕΜΕΙΩΘΗ Η ΤΙΜΗ ΤΟΥ ΚΑΝΑΔΙΚΟΥ ΔΟΛΛΑΡΙΟΥ ΕΙΣ ΤΗΝ ΝΕΑΝ ΥΟΡΚΗΝ Τὴν ἐπιστολὴν τοῦ ὑπουργείου διεβίβασεν ὁ πρεσβευτὴς τῆς χώρας μετὰ τὴν συνεδρίασιν τοῦ συμβουλίου. Κατὰ τὰς πληροφορίας ἐκ τῆς πρωτευούσης, αἱ συζητήσεις θὰ συνεχισθοῦν κατὰ τὴν προσεχῆ ἑβδομάδα, ἐνῷ ἡ κυβέρνησις ἐξετάζει τὰ ὑποβληθέντα σχέδια. Ἐξ ἄλλου ἀνεκοινώθη ὅτι ὁ ἀρμόδιος ὑπουργὸς θὰ μεταβῇ εἰς τὸ ἐξωτερικὸν διὰ συνομιλίας. Ὁ ἐκπρόσωπος τοῦ ὑπουργείου ἐδήλωσεν ὅτι οὐδεμία ἀπόφασις ἐλήφθη ἀκόμη, ἀλλὰ ἀναμένεται ἀνακοίνωσις ἐντὸς τῶν ἡμερῶν. Αἱ ἀρχαὶ ἔλαβον ἔκτακτα μέτρα διὰ τὴν ἀποκατάστασιν τῆς τάξεως καὶ τὴν ἐξυπηρέτησιν τοῦ κοινοῦ. ΕΠΤΑ ΥΠΟΨΗΦΙΟΙ ΔΙΑ ΤΗΝ ΔΙΑΔΟΧΗΝ ΤΟΥ κ. ΠΗΡΣΟΝ Τὴν ἐπιστολὴν τοῦ ὑπουργείου διεβίβασεν ὁ πρεσβευτὴς τῆς χώρας μετὰ τὴν συνεδρίασιν τοῦ συμβουλίου. Κατὰ τὰς πληροφορίας ἐκ τῆς πρωτευούσης, αἱ συζητήσεις θὰ συνεχισθοῦν κατὰ τὴν προσεχῆ ἑβδομάδα, ἐνῷ ἡ κυβέρνησις ἐξετάζει τὰ ὑποβληθέντα σχέδια. Ἐξ ἄλλου ἀνεκοινώθη ὅτι ὁ ἀρμόδιος ὑπουργὸς θὰ μεταβῇ εἰς τὸ ἐξωτερικὸν διὰ συνομιλίας. Ὁ ἐκπρόσωπος τοῦ ὑπουργείου ἐδήλωσεν ὅτι οὐδεμία ἀπόφασις ἐλήφθη ἀκόμη, ἀλλὰ ἀναμένεται ἀνακοίνωσις ἐντὸς τῶν ἡμερῶν. Αἱ ἀρχαὶ ἔλαβον ἔκτακτα μέτρα διὰ τὴν ἀποκατάστασιν τῆς τάξεως καὶ τὴν ἐξυπηρέτησιν τοῦ κοινοῦ. ΒΙΑΙΑΙ ΣΥΓΚΡΟΥΣΕΙΣ ΙΝΔΩΝ ΕΡΓΑΤΩΝ ΚΑΙ ΑΣΤΥΝΟΜΙΚΩΝ Τὴν ἐπιστολὴν τοῦ ὑπουργείου διεβίβασεν ὁ πρεσβευτὴς τῆς χώρας μετὰ τὴν συνεδρίασιν τοῦ συμβουλίου. Κατὰ τὰς πληροφορίας ἐκ τῆς πρωτευούσης, αἱ συζητήσεις θὰ συνεχισθοῦν κατὰ τὴν προσεχῆ ἑβδομάδα, ἐνῷ ἡ κυβέρνησις ἐξετάζει τὰ ὑποβληθέντα σχέδια. Ἐξ ἄλλου ἀνεκοινώθη ὅτι ὁ ἀρμόδιος ὑπουργὸς θὰ μεταβῇ εἰς τὸ ἐξωτερικὸν διὰ συνομιλίας. Ὁ ἐκπρόσωπος τοῦ ὑπουργείου ἐδήλωσεν ὅτι οὐδεμία ἀπόφασις ἐλήφθη ἀκόμη, ἀλλὰ ἀναμένεται ἀνακοίνωσις ἐντὸς τῶν ἡμερῶν. Αἱ ἀρχαὶ ἔλαβον ἔκτακτα μέτρα διὰ τὴν ἀποκατάστασιν τῆς τάξεως καὶ τὴν ἐξυπηρέτησιν τοῦ κοινοῦ. ΔΙΑΓΩΝΙΣΜΟΣ ΤΟΥ ΕΟΤ ΔΙΑ ΤΗΝ ΠΡΟΣΕΛΚΥΣΙΝ ΤΟΥΡΙΣΤΙΚΩΝ ΜΟΝΑΔΩΝ Τὴν ἐπιστολὴν τοῦ ὑπουργείου διεβίβασεν ὁ πρεσβευτὴς τῆς χώρας μετὰ τὴν συνεδρίασιν τοῦ συμβουλίου. Κατὰ τὰς πληροφορίας ἐκ τῆς πρωτευούσης, αἱ συζητήσεις θὰ συνεχισθοῦν κατὰ τὴν προσεχῆ ἑβδομάδα, ἐνῷ ἡ κυβέρνησις ἐξετάζει τὰ ὑποβληθέντα σχέδια. Ἐξ ἄλλου ἀνεκοινώθη ὅτι ὁ ἀρμόδιος ὑπουργὸς θὰ μεταβῇ εἰς τὸ ἐξωτερικὸν διὰ συνομιλίας. Ὁ ἐκπρόσωπος τοῦ ὑπουργείου ἐδήλωσεν ὅτι οὐδεμία ἀπόφασις ἐλήφθη ἀκόμη, ἀλλὰ ἀναμένεται ἀνακοίνωσις ἐντὸς τῶν ἡμερῶν. Αἱ ἀρχαὶ ἔλαβον ἔκτακτα μέτρα διὰ τὴν ἀποκατάστασιν τῆς τάξεως καὶ τὴν ἐξυπηρέτησιν τοῦ κοινοῦ. Τὴν ἐπιστολὴν τοῦ ὑπουργείου διεβίβασεν ὁ πρεσβευτὴς τῆς χώρας μετὰ τὴν συνεδρίασιν τοῦ συμβουλίου. Κατὰ τὰς πληροφορίας ἐκ τῆς πρωτευούσης, αἱ συζητήσεις θὰ συνεχισθοῦν κατὰ τὴν προσεχῆ ἑβδομάδα, ἐνῷ ἡ κυβέρνησις ἐξετάζει τὰ ὑποβληθέντα σχέδια. Ἐξ ἄλλου ἀνεκοινώθη ὅτι ὁ ἀρμόδιος ὑπουργὸς θὰ μεταβῇ εἰς τὸ ἐξωτερικὸν διὰ συνομιλίας. Ὁ ἐκπρόσωπος τοῦ ὑπουργείου ἐδήλωσεν ὅτι οὐδεμία ἀπόφασις ἐλήφθη ἀκόμη, ἀλλὰ ἀναμένεται ἀνακοίνωσις ἐντὸς τῶν ἡμερῶν. Αἱ ἀρχαὶ ἔλαβον ἔκτακτα μέτρα διὰ τὴν ἀποκατάστασιν τῆς τάξεως καὶ τὴν ἐξυπηρέτησιν τοῦ κοινοῦ. ΑΙ ΑΚΡΟΑΣΕΙΣ ΤΟΥ ΑΝΤΙΒΑΣΙΛΕΩΣ Τὴν ἐπιστολὴν τοῦ ὑπουργείου διεβίβασεν ὁ πρεσβευτὴς τῆς χώρας μετὰ τὴν συνεδρίασιν τοῦ συμβουλίου. Κατὰ τὰς πληροφορίας ἐκ τῆς πρωτευούσης, αἱ συζητήσεις θὰ συνεχισθοῦν κατὰ τὴν προσεχῆ ἑβδομάδα, ἐνῷ ἡ κυβέρνησις ἐξετάζει τὰ ὑποβληθέντα σχέδια. Ἐξ ἄλλου ἀνεκοινώθη ὅτι ὁ ἀρμόδιος ὑπουργὸς θὰ μεταβῇ εἰς τὸ ἐξωτερικὸν διὰ συνομιλίας. Ὁ ἐκπρόσωπος τοῦ ὑπουργείου ἐδήλωσεν ὅτι οὐδεμία ἀπόφασις ἐλήφθη ἀκόμη, ἀλλὰ ἀναμένεται ἀνακοίνωσις ἐντὸς τῶν ἡμερῶν. Αἱ ἀρχαὶ ἔλαβον ἔκτακτα μέτρα διὰ τὴν ἀποκατάστασιν τῆς τάξεως καὶ τὴν ἐξυπηρέτησιν τοῦ κοινοῦ. ΚΟΙΝΟΠΡΑΞΙΑ ΤΩΝ ΠΟΤΟΠΟΙΩΝ Τὴν ἐπιστολὴν τοῦ ὑπουργείου διεβίβασεν ὁ πρεσβευτὴς τῆς χώρας μετὰ τὴν συνεδρίασιν τοῦ συμβουλίου. Κατὰ τὰς πληροφορίας ἐκ τῆς πρωτευούσης, αἱ συζητήσεις θὰ συνεχισθοῦν κατὰ τὴν προσεχῆ ἑβδομάδα, ἐνῷ ἡ κυβέρνησις ἐξετάζει τὰ ὑποβληθέντα σχέδια. Ἐξ ἄλλου ἀνεκοινώθη ὅτι ὁ ἀρμόδιος ὑπουργὸς θὰ μεταβῇ εἰς τὸ ἐξωτερικὸν διὰ συνομιλίας. Ὁ ἐκπρόσωπος τοῦ ὑπουργείου ἐδήλωσεν ὅτι οὐδεμία ἀπόφασις ἐλήφθη ἀκόμη, ἀλλὰ ἀναμένεται ἀνακοίνωσις ἐντὸς τῶν ἡμερῶν. Αἱ ἀρχαὶ ἔλαβον ἔκτακτα μέτρα διὰ τὴν ἀποκατάστασιν τῆς τάξεως καὶ τὴν ἐξυπηρέτησιν τοῦ κοινοῦ. ΤΑ ΕΞΟΔΑ ΕΓΚΑΤΑΣΤΑΣΕΩΣ ΓΡΑΜΜΑΤΟΚΙΒΩΤΙΩΝ Τὴν ἐπιστολὴν τοῦ ὑπουργείου διεβίβασεν ὁ πρεσβευτὴς τῆς χώρας μετὰ τὴν συνεδρίασιν τοῦ συμβουλίου. Κατὰ τὰς πληροφορίας ἐκ τῆς πρωτευούσης, αἱ συζητήσεις θὰ συνεχισθοῦν κατὰ τὴν προσεχῆ ἑβδομάδα, ἐνῷ ἡ κυβέρνησις ἐξετάζει τὰ ὑποβληθέντα σχέδια. Ἐξ ἄλλου ἀνεκοινώθη ὅτι ὁ ἀρμόδιος ὑπουργὸς θὰ μεταβῇ εἰς τὸ ἐξωτερικὸν διὰ συνομιλίας. Ὁ ἐκπρόσωπος τοῦ ὑπουργείου ἐδήλωσεν ὅτι οὐδεμία ἀπόφασις ἐλήφθη ἀκόμη, ἀλλὰ ἀναμένεται ἀνακοίνωσις ἐντὸς τῶν ἡμερῶν. Αἱ ἀρχαὶ ἔλαβον ἔκτακτα μέτρα διὰ τὴν ἀποκατάστασιν τῆς τάξεως καὶ τὴν ἐξυπηρέτησιν τοῦ κοινοῦ. ΒΙΟΓΡΑΦΙΑ Τὴν ἐπιστολὴν τοῦ ὑπουργείου διεβίβασεν ὁ πρεσβευτὴς τῆς χώρας μετὰ τὴν συνεδρίασιν τοῦ συμβουλίου. Κατὰ τὰς πληροφορίας ἐκ τῆς πρωτευούσης, αἱ συζητήσεις θὰ συνεχισθοῦν κατὰ τὴν προσεχῆ ἑβδομάδα, ἐνῷ ἡ κυβέρνησις ἐξετάζει τὰ ὑποβληθέντα σχέδια. Ἐξ ἄλλου ἀνεκοινώθη ὅτι ὁ ἀρμόδιος ὑπουργὸς θὰ μεταβῇ εἰς τὸ ἐξωτερικὸν διὰ συνομιλίας. Ὁ ἐκπρόσωπος τοῦ ὑπουργείου ἐδήλωσεν ὅτι οὐδεμία ἀπόφασις ἐλήφθη ἀκόμη, ἀλλὰ ἀναμένεται ἀνακοίνωσις ἐντὸς τῶν ἡμερῶν. Αἱ ἀρχαὶ ἔλαβον ἔκτακτα μέτρα διὰ τὴν ἀποκατάστασιν τῆς τάξεως καὶ τὴν ἐξυπηρέτησιν τοῦ κοινοῦ. ΠΑΡΑΙΤΗΣΙΣ ΕΠΙΣΚΟΠΩΝ Τὴν ἐπιστολὴν τοῦ ὑπουργείου διεβίβασεν ὁ πρεσβευτὴς τῆς χώρας μετὰ τὴν συνεδρίασιν τοῦ συμβουλίου. Κατὰ τὰς πληροφορίας ἐκ τῆς πρωτευούσης, αἱ συζητήσεις θὰ συνεχισθοῦν κατὰ τὴν προσεχῆ ἑβδομάδα, ἐνῷ ἡ κυβέρνησις ἐξετάζει τὰ ὑποβληθέντα σχέδια. Ἐξ ἄλλου ἀνεκοινώθη ὅτι ὁ ἀρμόδιος ὑπουργὸς θὰ μεταβῇ εἰς τὸ ἐξωτερικὸν διὰ συνομιλίας. Ὁ ἐκπρόσωπος τοῦ ὑπουργείου ἐδήλωσεν ὅτι οὐδεμία ἀπόφασις ἐλήφθη ἀκόμη, ἀλλὰ ἀναμένεται ἀνακοίνωσις ἐντὸς τῶν ἡμερῶν. Αἱ ἀρχαὶ ἔλαβον ἔκτακτα μέτρα διὰ τὴν ἀποκατάστασιν τῆς τάξεως καὶ τὴν ἐξυπηρέτησιν τοῦ κοινοῦ. <box>220 41 434 1482</box>
headline-russian-planes: ΡΩΣΣΙΚΑ ΑΕΡΟΠΛΑΝΑ ΘΑ ΧΡΗΣΙΜΟΠΟΙΟΥΝ ΤΟ ΑΕΡΟΔΡΟΜΙΟΝ ΤΩΝ ΚΕΝΝΕΝΤΥ <box>220 786 323 826</box>
headline-distillers: ΚΟΙΝΟΠΡΑΞΙΑ ΤΩΝ ΠΟΤΟΠΟΙΩΝ <box>337 770 427 791</box>
banner-subtitle: Καὶ βολιδοσκόπησιν τῶν προθέσεων τῶν περὶ τῆς ἐνάρξεως διαπραγματεύσεων <box>460 106 830 137</box>
headline-mrs-johnson: ΕΝΤΟΝΟΙ ΔΙΑΜΑΡΤΥΡΙΑΙ ΔΙΑ ΤΗΝ ΤΥΧΗΝ ΤΩΝ ΝΕΓΡΩΝ ΠΡΟΚΑΛΟΥΝ ΔΑΚΡΥΑ ΕΙΣ ΤΗΝ κ. ΤΖΟΝΣΟΝ ΚΑΤΑ ΤΗΝ ΔΙΑΡΚΕΙΑΝ ΓΕΥΜΑΤΟΣ ΕΙΣ ΤΟΝ ΛΕΥΚΟΝ ΟΙΚΟΝ <box>855 693 1135 733</box>
headline-concorde: Η ΠΑΡΘΕΝΙΚΗ ΠΤΗΣΙΣ ΤΟΥ 'ΚΟΝΚΟΡΝΤ' ΑΝΕΒΛΗΘΗ ΔΙΟΤΙ ΔΕΝ ΚΑΤΕΣΚΕΥΑΣΘΗΣΑΝ ΑΙ ΜΗΧΑΝΑΙ ΤΗΣ <box>863 388 1127 421</box>
banner-canada-hanoi: ΕΙΔΙΚΟΣ ΕΚΠΡΟΣΩΠΟΣ ΤΟΥ ΚΑΝΑΔΑ ΜΕΤΑΒΑΙΝΕΙ ΕΙΣ ΤΟ ΑΝΟΪ ΔΙΑ ΚΑΤΑΤΟΠΙΣΤΙΚΑΣ ΣΥΝΟΜΙΛΙΑΣ <box>448 41 843 105</box>
headline-pope: Ο ΠΑΠΑΣ ΘΕΩΡΕΙ ΑΓΕΦΥΡΩΤΟΝ ΤΟ ΧΑΣΜΑ ΜΕΤΑΞΥ ΠΛΟΥΣΙΩΝ ΚΑΙ ΠΤΩΧΩΝ ΚΡΑΤΩΝ <box>446 903 710 928</box>
headline-hume: Ο κ. ΧΙΟΥΜ ΕΠΙΚΡΙΝΕΙ ΜΕΤΑ ΔΡΙΜΥΤΗΤΟΣ ΤΗΝ ΑΠΟΧΩΡΗΣΙΝ ΤΗΣ ΑΓΓΛΙΑΣ ΑΠΟ ΟΛΑΣ ΤΑΣ ΥΠΕΡΠΟΝΤΙΟΥΣ ΒΑΣΕΙΣ ΤΗΣ <box>31 588 207 646</box>
subhead-mini: ΕΙΔΙΚΟΝ ΣΗΜΑ <box>45 537 98 544</box>
subheadline-moscow: «ΕΑΝ ΕΚΡΑΓΗ ΝΕΟΣ ΠΟΛΕΜΟΣ ΕΙΣ ΜΕΣΗΝ ΑΝΑΤΟΛΗΝ, ΤΟΝΙΖΕΙ ΘΑ ΤΟΝ ΑΠΟΦΑΣΙΣΗ Η ΜΟΣΧΑ» <box>866 104 1124 141</box>
subhead-mini: ΣΥΝΕΧΕΙΑ <box>492 1168 528 1175</box>
headline-egypt-clashes: ΑΝΑΠΟΦΕΥΚΤΟΣ, ΠΙΣΤΕΥΕΙ Η ΑΙΓΥΠΤΟΣ, Η ΕΠΑΝΑΛΗΨΙΣ ΤΩΝ ΣΥΓΚΡΟΥΣΕΩΝ ΣΥΝΕΠΕΙΑ ΤΗΣ ΣΤΑΣΕΩΣ ΤΩΝ ΙΣΡΑΗΛΙΝΩΝ <box>446 460 844 542</box>
headline-nigeria: Η ΒΡΕΤΑΝΝΙΑ ΔΙΑΨΕΥΔΕΙ ΚΑΤΗΓΟΡΗΜΑΤΙΚΩΣ ΤΑ ΠΕΡΙ ΑΠΟΣΤΟΛΗΣ ΣΤΡΑΤΟΥ ΕΙΣ ΝΙΓΗΡΙΑΝ <box>863 1435 1127 1456</box>
subhead-mini: ΚΑΤΑΓΓΕΛΙΑΙ ΤΗΣ ΚΑΜΠΟΤΖΙΑΣ <box>589 357 701 365</box>
subhead-mini: ΒΙΟΓΡΑΦΙΑ <box>362 1147 402 1155</box>
subhead-mini: Ο ΕΠΑΝΑΠΑΤΡΙΣΜΟΣ <box>745 1035 819 1043</box>
headline-allies-germany: Οἱ σύμμαχοι θὰ διατηρήσουν τὰ ἐν Γερμανίᾳ δικαιώματά των καὶ εἰς περίπτωσιν ἀνάγκης <box>31 41 206 178</box>
headline-pm-chiefs: Ο ΠΡΩΘΥΠΟΥΡΓΟΣ ΠΡΟΗΔΡΕΥΣΕ ΤΟΥ ΣΥΜΒΟΥΛΙΟΥ ΕΠΙΤΕΛΑΡΧΩΝ <box>227 423 316 464</box>
subheadline-concorde: ΔΕΝ ΥΠΑΡΧΕΙ ΘΕΜΑ ΑΝΤΙΔΡΑΣΕΩΣ ΤΟΥ ΒΡΕΤΑΝΝΙΚΟΥ <box>887 423 1103 446</box>
headline-laos-diplomat: ΣΥΝΕΛΗΦΘΗ ΕΙΣ ΛΑΟΤΙΝΟΣ ΔΙΠΛΩΜΑΤΗΣ ΜΕ 39 ΚΙΛΑ ΧΡΥΣΟΥ ΕΙΣ ΤΑΣ ΑΠΟΣΚΕΥΑΣ ΤΟΥ <box>29 1869 209 1916</box>
subheadline-enterprise: ΠΟΙΟΙ ΟΙ ΑΝΤΙΚΕΙΜΕΝΙΚΟΙ ΣΚΟΠΟΙ ΤΟΥ ΚΑΤΑΠΛΟΥ ΤΟΥ «ΕΝΤΕΡΠΡΑΙΖ» <box>880 1662 1111 1687</box>
headline-shah: Ο ΣΑΧΗΣ ΜΕΤΑ ΤΗΝ ΠΕΡΙΟΔΕΙΑΝ ΕΙΣ ΤΗΝ ΜΑΛΑΙΣΙΑΝ ΘΑ ΕΠΙΣΚΕΦΘΗ ΕΠΙΣΗΜΩΣ ΚΑΙ ΤΗΝ ΤΑ-Υ-ΛΑΝΔΗΝ <box>856 1041 1134 1072</box>
column-rule <box>850 38 851 1637</box>
column-rule <box>214 38 215 1637</box>
subhead-mini: ΑΙ ΣΥΝΟΜΙΛΙΑΙ ΤΟΥ ΕΛΟΥ <box>735 621 826 629</box>
subhead-blind: ΤΥΦΛΟΙ ΑΠΕΤΡΕΨΑΝ ΤΗΝ ΛΗΣΤΕΙΑΝ ΤΩΝ ΓΡΑΦΕΙΩΝ ΤΩΝ <box>28 652 115 696</box>
subhead-injured: ΤΡΕΙΣ ΤΡΑΥΜΑΤΙΑΙ ΕΚ ΤΡΟΧΑΙΩΝ ΕΙΣ ΘΕΣΣΑΛΟΝΙΚΗΝ <box>31 1137 113 1181</box>
headline-ufo: ΜΥΣΤΗΡΙΩΔΕΣ 'ΙΠΤΑΜΕΝΟΝ ΑΝΤΙΚΕΙΜΕΝΟΝ' ΕΝΕΦΑΝΙΣΘΗ ΕΚ ΝΕΟΥ ΕΙΣ ΤΗΝ ΠΕΡΣΙΑΝ <box>875 1201 1115 1222</box>
headline-canadian-dollar: ΕΜΕΙΩΘΗ Η ΤΙΜΗ ΤΟΥ ΚΑΝΑΔΙΚΟΥ ΔΟΛΛΑΡΙΟΥ ΕΙΣ ΤΗΝ ΝΕΑΝ ΥΟΡΚΗΝ <box>220 993 323 1033</box>
subhead-mini: ΔΙΑΛΥΣΕΙ Η ΒΟΝΝΗ <box>747 1446 816 1454</box>
subhead-mini: ΘΑ ΑΠΟΚΑΤΑΣΤΑΘΗ <box>130 2374 202 2382</box>
subhead-mini: ΑΡΝΕΙΤΑΙ Η ΑΙΓΥΠΤΟΣ <box>606 660 684 667</box>
subhead-mini: ΣΥΣΤΑΣΕΙΣ ΠΡΟΣ ΤΗΝ ΜΟΣΧΑΝ <box>454 391 565 399</box>
subheadline-bonn: ΕΠΕΔΩΣΑΝ ΚΟΙΝΗΝ ΔΙΑΚΟΙΝΩΣΙΝ ΕΙΣ ΤΗΝ ΚΥΒΕΡΝΗΣΙΝ ΤΗΣ ΒΟΝΝΗΣ <box>35 181 203 220</box>
article-body: ΒΟΝΝΗ, 19. (Ἀσσ. Πρές).— Οἱ τρεῖς δυτικοὶ σύμμαχοι εἰς ἀπάντησιν εἰς τὴν ἀπὸ 10 Δεκεμβρίου σοβιετικὴν διακοίνωσιν, ἐδήλωσαν ὅτι θὰ διατηρήσουν τὰ δικαιώματά των ἐν Γερμανίᾳ, ἐὰν ἡ προσέγγισις μεταξὺ Βόννης καὶ Βερολίνου δὲν ἐπιτύχῃ. Αἱ τρεῖς δυνάμεις ἐπανέλαβον ὅτι ἡ εἰρηνικὴ ἐπανένωσις τῆς Γερμανίας ἀποτελεῖ κύριον στόχον τῆς πολιτικῆς των. Τὴν ἐπιστολὴν τοῦ ὑπουργείου διεβίβασεν ὁ πρεσβευτὴς τῆς χώρας μετὰ τὴν συνεδρίασιν τοῦ συμβουλίου. Κατὰ τὰς πληροφορίας ἐκ τῆς πρωτευούσης, αἱ συζητήσεις θὰ συνεχισθοῦν κατὰ τὴν προσεχῆ ἑβδομάδα, ἐνῷ ἡ κυβέρνησις ἐξετάζει τὰ ὑποβληθέντα σχέδια. Ἐξ ἄλλου ἀνεκοινώθη ὅτι ὁ ἀρμόδιος ὑπουργὸς θὰ μεταβῇ εἰς τὸ ἐξωτερικὸν διὰ συνομιλίας. Ὁ ἐκπρόσωπος τοῦ ὑπουργείου ἐδήλωσεν ὅτι οὐδεμία ἀπόφασις ἐλήφθη ἀκόμη, ἀλλὰ ἀναμένεται ἀνακοίνωσις ἐντὸς τῶν ἡμερῶν. Αἱ ἀρχαὶ ἔλαβον ἔκτακτα μέτρα διὰ τὴν ἀποκατάστασιν τῆς τάξεως καὶ τὴν ἐξυπηρέτησιν τοῦ κοινοῦ. ΕΙΔΙΚΟΝ ΣΗΜΑ Τὴν ἐπιστολὴν τοῦ ὑπουργείου διεβίβασεν ὁ πρεσβευτὴς τῆς χώρας μετὰ τὴν συνεδρίασιν τοῦ συμβουλίου. Κατὰ τὰς πληροφορίας ἐκ τῆς πρωτευούσης, αἱ συζητήσεις θὰ συνεχισθοῦν κατὰ τὴν προσεχῆ ἑβδομάδα, ἐνῷ ἡ κυβέρνησις ἐξετάζει τὰ ὑποβληθέντα σχέδια. Ἐξ ἄλλου ἀνεκοινώθη ὅτι ὁ ἀρμόδιος ὑπουργὸς θὰ μεταβῇ εἰς τὸ ἐξωτερικὸν διὰ συνομιλίας. Ὁ ἐκπρόσωπος τοῦ ὑπουργείου ἐδήλωσεν ὅτι οὐδεμία ἀπόφασις ἐλήφθη ἀκόμη, ἀλλὰ ἀναμένεται ἀνακοίνωσις ἐντὸς τῶν ἡμερῶν. Αἱ ἀρχαὶ ἔλαβον ἔκτακτα μέτρα διὰ τὴν ἀποκατάστασιν τῆς τάξεως καὶ τὴν ἐξυπηρέτησιν τοῦ κοινοῦ. Τὴν ἐπιστολὴν τοῦ ὑπουργείου διεβίβασεν ὁ πρεσβευτὴς τῆς χώρας μετὰ τὴν συνεδρίασιν τοῦ συμβουλίου. Κατὰ τὰς πληροφορίας ἐκ τῆς πρωτευούσης, αἱ συζητήσεις θὰ συνεχισθοῦν κατὰ τὴν προσεχῆ ἑβδομάδα, ἐνῷ ἡ κυβέρνησις ἐξετάζει τὰ ὑποβληθέντα σχέδια. Ἐξ ἄλλου ἀνεκοινώθη ὅτι ὁ ἀρμόδιος ὑπουργὸς θὰ μεταβῇ εἰς τὸ ἐξωτερικὸν διὰ συνομιλίας. Ὁ ἐκπρόσωπος τοῦ ὑπουργείου ἐδήλωσεν ὅτι οὐδεμία ἀπόφασις ἐλήφθη ἀκόμη, ἀλλὰ ἀναμένεται ἀνακοίνωσις ἐντὸς τῶν ἡμερῶν. Αἱ ἀρχαὶ ἔλαβον ἔκτακτα μέτρα διὰ τὴν ἀποκατάστασιν τῆς τάξεως καὶ τὴν ἐξυπηρέτησιν τοῦ κοινοῦ. <box>28 222 210 579</box>
headline-clifford: ΤΕΡΑΣΤΙΑ ΕΙΝΑΙ Η ΠΕΙΡΑ ΤΟΥ κ. ΚΛΗΦΦΟΡΝΤ ΕΙΣ ΤΑ ΖΗΤΗΜΑΤΑ ΑΜΥΝΗΣ ΗΝΩΜ. ΠΟΛΙΤΕΙΩΝ <box>452 1126 704 1162</box>
headline-regent: ΑΙ ΑΚΡΟΑΣΕΙΣ ΤΟΥ ΑΝΤΙΒΑΣΙΛΕΩΣ <box>338 584 426 604</box>
headline-russians-egypt: Ρῶσσοι ἐπανδρώνουν καὶ τὸν Νιαγιὰν μονάδας τῆς Αἰγύπτου <box>856 41 1134 103</box>
headline-mailboxes: ΤΑ ΕΞΟΔΑ ΕΓΚΑΤΑΣΤΑΣΕΩΣ ΓΡΑΜΜΑΤΟΚΙΒΩΤΙΩΝ <box>332 957 432 988</box>
headline-eot-contest: ΔΙΑΓΩΝΙΣΜΟΣ ΤΟΥ ΕΟΤ ΔΙΑ ΤΗΝ ΠΡΟΣΕΛΚΥΣΙΝ ΤΟΥΡΙΣΤΙΚΩΝ ΜΟΝΑΔΩΝ <box>338 211 426 262</box>
subhead-mini: ΡΩΣΣΙΚΑ ΣΚΩΠΙΑ <box>615 220 675 227</box>
subhead-mini: ΠΡΟΣ ΤΟΝ ΝΤΕ ΓΚΩΛ <box>744 758 818 766</box>
headline-japan-bases: Ἡ Ἀμερικὴ πιέζει τὴν Ἰαπωνίαν νὰ δεχθῇ ἐπὶ τοῦ ἐδάφους της ἵδρυσιν θερμοπυρηνικῶν βάσεων <box>869 1585 1121 1660</box>
subhead-mini: ΕΠΕΣΤΡΕΨΕΝ Ο ΕΣΚΟΛ <box>742 1172 822 1180</box>
subheadline-jarring: Τὸ Κάϊρον ἀπέρριψεν ἀσυζητητὶ τὰς προτάσεις εἰρήνης τοῦ Γιάριγκ <box>483 543 808 576</box>
column-1: Οἱ σύμμαχοι θὰ διατηρήσουν τὰ ἐν Γερμανίᾳ δικαιώματά των καὶ εἰς περίπτωσιν ἀνάγκης ΕΠΕΔΩΣΑΝ ΚΟΙΝΗΝ ΔΙΑΚΟΙΝΩΣΙΝ ΕΙΣ ΤΗΝ ΚΥΒΕΡΝΗΣΙΝ ΤΗΣ ΒΟΝΝΗΣ ΒΟΝΝΗ, 19. (Ἀσσ. Πρές).— Οἱ τρεῖς δυτικοὶ σύμμαχοι εἰς ἀπάντησιν εἰς τὴν ἀπὸ 10 Δεκεμβρίου σοβιετικὴν διακοίνωσιν, ἐδήλωσαν ὅτι θὰ διατηρήσουν τὰ δικαιώματά των ἐν Γερμανίᾳ, ἐὰν ἡ προσέγγισις μεταξὺ Βόννης καὶ Βερολίνου δὲν ἐπιτύχῃ. Αἱ τρεῖς δυνάμεις ἐπανέλαβον ὅτι ἡ εἰρηνικὴ ἐπανένωσις τῆς Γερμανίας ἀποτελεῖ κύριον στόχον τῆς πολιτικῆς των. Τὴν ἐπιστολὴν τοῦ ὑπουργείου διεβίβασεν ὁ πρεσβευτὴς τῆς χώρας μετὰ τὴν συνεδρίασιν τοῦ συμβουλίου. Κατὰ τὰς πληροφορίας ἐκ τῆς πρωτευούσης, αἱ συζητήσεις θὰ συνεχισθοῦν κατὰ τὴν προσεχῆ ἑβδομάδα, ἐνῷ ἡ κυβέρνησις ἐξετάζει τὰ ὑποβληθέντα σχέδια. Ἐξ ἄλλου ἀνεκοινώθη ὅτι ὁ ἀρμόδιος ὑπουργὸς θὰ μεταβῇ εἰς τὸ ἐξωτερικὸν διὰ συνομιλίας. Ὁ ἐκπρόσωπος τοῦ ὑπουργείου ἐδήλωσεν ὅτι οὐδεμία ἀπόφασις ἐλήφθη ἀκόμη, ἀλλὰ ἀναμένεται ἀνακοίνωσις ἐντὸς τῶν ἡμερῶν. Αἱ ἀρχαὶ ἔλαβον ἔκτακτα μέτρα διὰ τὴν ἀποκατάστασιν τῆς τάξεως καὶ τὴν ἐξυπηρέτησιν τοῦ κοινοῦ. ΕΙΔΙΚΟΝ ΣΗΜΑ Τὴν ἐπιστολὴν τοῦ ὑπουργείου διεβίβασεν ὁ πρεσβευτὴς τῆς χώρας μετὰ τὴν συνεδρίασιν τοῦ συμβουλίου. Κατὰ τὰς πληροφορίας ἐκ τῆς πρωτευούσης, αἱ συζητήσεις θὰ συνεχισθοῦν κατὰ τὴν προσεχῆ ἑβδομάδα, ἐνῷ ἡ κυβέρνησις ἐξετάζει τὰ ὑποβληθέντα σχέδια. Ἐξ ἄλλου ἀνεκοινώθη ὅτι ὁ ἀρμόδιος ὑπουργὸς θὰ μεταβῇ εἰς τὸ ἐξωτερικὸν διὰ συνομιλίας. Ὁ ἐκπρόσωπος τοῦ ὑπουργείου ἐδήλωσεν ὅτι οὐδεμία ἀπόφασις ἐλήφθη ἀκόμη, ἀλλὰ ἀναμένεται ἀνακοίνωσις ἐντὸς τῶν ἡμερῶν. Αἱ ἀρχαὶ ἔλαβον ἔκτακτα μέτρα διὰ τὴν ἀποκατάστασιν τῆς τάξεως καὶ τὴν ἐξυπηρέτησιν τοῦ κοινοῦ. Τὴν ἐπιστολὴν τοῦ ὑπουργείου διεβίβασεν ὁ πρεσβευτὴς τῆς χώρας μετὰ τὴν συνεδρίασιν τοῦ συμβουλίου. Κατὰ τὰς πληροφορίας ἐκ τῆς πρωτευούσης, αἱ συζητήσεις θὰ συνεχισθοῦν κατὰ τὴν προσεχῆ ἑβδομάδα, ἐνῷ ἡ κυβέρνησις ἐξετάζει τὰ ὑποβληθέντα σχέδια. Ἐξ ἄλλου ἀνεκοινώθη ὅτι ὁ ἀρμόδιος ὑπουργὸς θὰ μεταβῇ εἰς τὸ ἐξωτερικὸν διὰ συνομιλίας. Ὁ ἐκπρόσωπος τοῦ ὑπουργείου ἐδήλωσεν ὅτι οὐδεμία ἀπόφασις ἐλήφθη ἀκόμη, ἀλλὰ ἀναμένεται ἀνακοίνωσις ἐντὸς τῶν ἡμερῶν. Αἱ ἀρχαὶ ἔλαβον ἔκτακτα μέτρα διὰ τὴν ἀποκατάστασιν τῆς τάξεως καὶ τὴν ἐξυπηρέτησιν τοῦ κοινοῦ. Ο κ. ΧΙΟΥΜ ΕΠΙΚΡΙΝΕΙ ΜΕΤΑ ΔΡΙΜΥΤΗΤΟΣ ΤΗΝ ΑΠΟΧΩΡΗΣΙΝ ΤΗΣ ΑΓΓΛΙΑΣ ΑΠΟ ΟΛΑΣ ΤΑΣ ΥΠΕΡΠΟΝΤΙΟΥΣ ΒΑΣΕΙΣ ΤΗΣ ΤΥΦΛΟΙ ΑΠΕΤΡΕΨΑΝ ΤΗΝ ΛΗΣΤΕΙΑΝ ΤΩΝ ΓΡΑΦΕΙΩΝ ΤΩΝ Τὴν ἐπιστολὴν τοῦ ὑπουργείου διεβίβασεν ὁ πρεσβευτὴς τῆς χώρας μετὰ τὴν συνεδρίασιν τοῦ συμβουλίου. Κατὰ τὰς πληροφορίας ἐκ τῆς πρωτευούσης, αἱ συζητήσεις θὰ συνεχισθοῦν κατὰ τὴν προσεχῆ ἑβδομάδα, ἐνῷ ἡ κυβέρνησις ἐξετάζει τὰ ὑποβληθέντα σχέδια. Ἐξ ἄλλου ἀνεκοινώθη ὅτι ὁ ἀρμόδιος ὑπουργὸς θὰ μεταβῇ εἰς τὸ ἐξωτερικὸν διὰ συνομιλίας. Ὁ ἐκπρόσωπος τοῦ ὑπουργείου ἐδήλωσεν ὅτι οὐδεμία ἀπόφασις ἐλήφθη ἀκόμη, ἀλλὰ ἀναμένεται ἀνακοίνωσις ἐντὸς τῶν ἡμερῶν. Αἱ ἀρχαὶ ἔλαβον ἔκτακτα μέτρα διὰ τὴν ἀποκατάστασιν τῆς τάξεως καὶ τὴν ἐξυπηρέτησιν τοῦ κοινοῦ. Ο κ. ΛΙΖΑΡΔΟΣ ΕΔΕΧΘΗ ΤΟΥΣ ΕΚΠΡΟΣΩΠΟΥΣ ΕΠΑΓΓΕΛΜΑΤΙΩΝ Τὴν ἐπιστολὴν τοῦ ὑπουργείου διεβίβασεν ὁ πρεσβευτὴς τῆς χώρας μετὰ τὴν συνεδρίασιν τοῦ συμβουλίου. Κατὰ τὰς πληροφορίας ἐκ τῆς πρωτευούσης, αἱ συζητήσεις θὰ συνεχισθοῦν κατὰ τὴν προσεχῆ ἑβδομάδα, ἐνῷ ἡ κυβέρνησις ἐξετάζει τὰ ὑποβληθέντα σχέδια. Ἐξ ἄλλου ἀνεκοινώθη ὅτι ὁ ἀρμόδιος ὑπουργὸς θὰ μεταβῇ εἰς τὸ ἐξωτερικὸν διὰ συνομιλίας. Ὁ ἐκπρόσωπος τοῦ ὑπουργείου ἐδήλωσεν ὅτι οὐδεμία ἀπόφασις ἐλήφθη ἀκόμη, ἀλλὰ ἀναμένεται ἀνακοίνωσις ἐντὸς τῶν ἡμερῶν. Αἱ ἀρχαὶ ἔλαβον ἔκτακτα μέτρα διὰ τὴν ἀποκατάστασιν τῆς τάξεως καὶ τὴν ἐξυπηρέτησιν τοῦ κοινοῦ. ΤΡΕΙΣ ΤΡΑΥΜΑΤΙΑΙ ΕΚ ΤΡΟΧΑΙΩΝ ΕΙΣ ΘΕΣΣΑΛΟΝΙΚΗΝ Τὴν ἐπιστολὴν τοῦ ὑπουργείου διεβίβασεν ὁ πρεσβευτὴς τῆς χώρας μετὰ τὴν συνεδρίασιν τοῦ συμβουλίου. Κατὰ τὰς πληροφορίας ἐκ τῆς πρωτευούσης, αἱ συζητήσεις θὰ συνεχισθοῦν κατὰ τὴν προσεχῆ ἑβδομάδα, ἐνῷ ἡ κυβέρνησις ἐξετάζει τὰ ὑποβληθέντα σχέδια. Ἐξ ἄλλου ἀνεκοινώθη ὅτι ὁ ἀρμόδιος ὑπουργὸς θὰ μεταβῇ εἰς τὸ ἐξωτερικὸν διὰ συνομιλίας. Ὁ ἐκπρόσωπος τοῦ ὑπουργείου ἐδήλωσεν ὅτι οὐδεμία ἀπόφασις ἐλήφθη ἀκόμη, ἀλλὰ ἀναμένεται ἀνακοίνωσις ἐντὸς τῶν ἡμερῶν. Αἱ ἀρχαὶ ἔλαβον ἔκτακτα μέτρα διὰ τὴν ἀποκατάστασιν τῆς τάξεως καὶ τὴν ἐξυπηρέτησιν τοῦ κοινοῦ. Τὴν ἐπιστολὴν τοῦ ὑπουργείου διεβίβασεν ὁ πρεσβευτὴς τῆς χώρας μετὰ τὴν συνεδρίασιν τοῦ συμβουλίου. Κατὰ τὰς πληροφορίας ἐκ τῆς πρωτευούσης, αἱ συζητήσεις θὰ συνεχισθοῦν κατὰ τὴν προσεχῆ ἑβδομάδα, ἐνῷ ἡ κυβέρνησις ἐξετάζει τὰ ὑποβληθέντα σχέδια. Ἐξ ἄλλου ἀνεκοινώθη ὅτι ὁ ἀρμόδιος ὑπουργὸς θὰ μεταβῇ εἰς τὸ ἐξωτερικὸν διὰ συνομιλίας. Ὁ ἐκπρόσωπος τοῦ ὑπουργείου ἐδήλωσεν ὅτι οὐδεμία ἀπόφασις ἐλήφθη ἀκόμη, ἀλλὰ ἀναμένεται ἀνακοίνωσις ἐντὸς τῶν ἡμερῶν. Αἱ ἀρχαὶ ἔλαβον ἔκτακτα μέτρα διὰ τὴν ἀποκατάστασιν τῆς τάξεως καὶ τὴν ἐξυπηρέτησιν τοῦ κοινοῦ. Τὴν ἐπιστολὴν τοῦ ὑπουργείου διεβίβασεν ὁ πρεσβευτὴς τῆς χώρας μετὰ τὴν συνεδρίασιν τοῦ συμβουλίου. Κατὰ τὰς πληροφορίας ἐκ τῆς πρωτευούσης, αἱ συζητήσεις θὰ συνεχισθοῦν κατὰ τὴν προσεχῆ ἑβδομάδα, ἐνῷ ἡ κυβέρνησις ἐξετάζει τὰ ὑποβληθέντα σχέδια. Ἐξ ἄλλου ἀνεκοινώθη ὅτι ὁ ἀρμόδιος ὑπουργὸς θὰ μεταβῇ εἰς τὸ ἐξωτερικὸν διὰ συνομιλίας. Ὁ ἐκπρόσωπος τοῦ ὑπουργείου ἐδήλωσεν ὅτι οὐδεμία ἀπόφασις ἐλήφθη ἀκόμη, ἀλλὰ ἀναμένεται ἀνακοίνωσις ἐντὸς τῶν ἡμερῶν. Αἱ ἀρχαὶ ἔλαβον ἔκτακτα μέτρα διὰ τὴν ἀποκατάστασιν τῆς τάξεως καὶ τὴν ἐξυπηρέτησιν τοῦ κοινοῦ. Τὴν ἐπιστολὴν τοῦ ὑπουργείου διεβίβασεν ὁ πρεσβευτὴς τῆς χώρας μετὰ τὴν συνεδρίασιν τοῦ συμβουλίου. Κατὰ τὰς πληροφορίας ἐκ τῆς πρωτευούσης, αἱ συζητήσεις θὰ συνεχισθοῦν κατὰ τὴν προσεχῆ ἑβδομάδα, ἐνῷ ἡ κυβέρνησις ἐξετάζει τὰ ὑποβληθέντα σχέδια. Ἐξ ἄλλου ἀνεκοινώθη ὅτι ὁ ἀρμόδιος ὑπουργὸς θὰ μεταβῇ εἰς τὸ ἐξωτερικὸν διὰ συνομιλίας. Ὁ ἐκπρόσωπος τοῦ ὑπουργείου ἐδήλωσεν ὅτι οὐδεμία ἀπόφασις ἐλήφθη ἀκόμη, ἀλλὰ ἀναμένεται ἀνακοίνωσις ἐντὸς τῶν ἡμερῶν. Αἱ ἀρχαὶ ἔλαβον ἔκτακτα μέτρα διὰ τὴν ἀποκατάστασιν τῆς τάξεως καὶ τὴν ἐξυπηρέτησιν τοῦ κοινοῦ. ΠΑΡΑ ΤΑ ΕΚΤΑΚΤΑ ΜΕΤΡΑ ΕΙΣ ΗΝ. ΠΟΛΙΤΕΙΑΣ ΕΞΑΚΟΛΟΥΘΟΥΝ ΤΗΝ ΔΡΑΣΙΝ ΤΩΝ ΑΙ ΣΠΕΙΡΑΙ ΤΩΝ ΛΑΘΡΕΜΠΟΡΩΝ ΝΑΡΚΩΤΙΚΩΝ Τὴν ἐπιστολὴν τοῦ ὑπουργείου διεβίβασεν ὁ πρεσβευτὴς τῆς χώρας μετὰ τὴν συνεδρίασιν τοῦ συμβουλίου. Κατὰ τὰς πληροφορίας ἐκ τῆς πρωτευούσης, αἱ συζητήσεις θὰ συνεχισθοῦν κατὰ τὴν προσεχῆ ἑβδομάδα, ἐνῷ ἡ κυβέρνησις ἐξετάζει τὰ ὑποβληθέντα σχέδια. Ἐξ ἄλλου ἀνεκοινώθη ὅτι ὁ ἀρμόδιος ὑπουργὸς θὰ μεταβῇ εἰς τὸ ἐξωτερικὸν διὰ συνομιλίας. Ὁ ἐκπρόσωπος τοῦ ὑπουργείου ἐδήλωσεν ὅτι οὐδεμία ἀπόφασις ἐλήφθη ἀκόμη, ἀλλὰ ἀναμένεται ἀνακοίνωσις ἐντὸς τῶν ἡμερῶν. Αἱ ἀρχαὶ ἔλαβον ἔκτακτα μέτρα διὰ τὴν ἀποκατάστασιν τῆς τάξεως καὶ τὴν ἐξυπηρέτησιν τοῦ κοινοῦ. Τὴν ἐπιστολὴν τοῦ ὑπουργείου διεβίβασεν ὁ πρεσβευτὴς τῆς χώρας μετὰ τὴν συνεδρίασιν τοῦ συμβουλίου. Κατὰ τὰς πληροφορίας ἐκ τῆς πρωτευούσης, αἱ συζητήσεις θὰ συνεχισθοῦν κατὰ τὴν προσεχῆ ἑβδομάδα, ἐνῷ ἡ κυβέρνησις ἐξετάζει τὰ ὑποβληθέντα σχέδια. Ἐξ ἄλλου ἀνεκοινώθη ὅτι ὁ ἀρμόδιος ὑπουργὸς θὰ μεταβῇ εἰς τὸ ἐξωτερικὸν διὰ συνομιλίας. Ὁ ἐκπρόσωπος τοῦ ὑπουργείου ἐδήλωσεν ὅτι οὐδεμία ἀπόφασις ἐλήφθη ἀκόμη, ἀλλὰ ἀναμένεται ἀνακοίνωσις ἐντὸς τῶν ἡμερῶν. Αἱ ἀρχαὶ ἔλαβον ἔκτακτα μέτρα διὰ τὴν ἀποκατάστασιν τῆς τάξεως καὶ τὴν ἐξυπηρέτησιν τοῦ κοινοῦ. Τὴν ἐπιστολὴν τοῦ ὑπουργείου διεβίβασεν ὁ πρεσβευτὴς τῆς χώρας μετὰ τὴν συνεδρίασιν τοῦ συμβουλίου. Κατὰ τὰς πληροφορίας ἐκ τῆς πρωτευούσης, αἱ συζητήσεις θὰ συνεχισθοῦν κατὰ τὴν προσεχῆ ἑβδομάδα, ἐνῷ ἡ κυβέρνησις ἐξετάζει τὰ ὑποβληθέντα σχέδια. Ἐξ ἄλλου ἀνεκοινώθη ὅτι ὁ ἀρμόδιος ὑπουργὸς θὰ μεταβῇ εἰς τὸ ἐξωτερικὸν διὰ συνομιλίας. Ὁ ἐκπρόσωπος τοῦ ὑπουργείου ἐδήλωσεν ὅτι οὐδεμία ἀπόφασις ἐλήφθη ἀκόμη, ἀλλὰ ἀναμένεται ἀνακοίνωσις ἐντὸς τῶν ἡμερῶν. Αἱ ἀρχαὶ ἔλαβον ἔκτακτα μέτρα διὰ τὴν ἀποκατάστασιν τῆς τάξεως καὶ τὴν ἐξυπηρέτησιν τοῦ κοινοῦ. Τὴν ἐπιστολὴν τοῦ ὑπουργείου διεβίβασεν ὁ πρεσβευτὴς τῆς χώρας μετὰ τὴν συνεδρίασιν τοῦ συμβουλίου. Κατὰ τὰς πληροφορίας ἐκ τῆς πρωτευούσης, αἱ συζητήσεις θὰ συνεχισθοῦν κατὰ τὴν προσεχῆ ἑβδομάδα, ἐνῷ ἡ κυβέρνησις ἐξετάζει τὰ ὑποβληθέντα σχέδια. Ἐξ ἄλλου ἀνεκοινώθη ὅτι ὁ ἀρμόδιος ὑπουργὸς θὰ μεταβῇ εἰς τὸ ἐξωτερικὸν διὰ συνομιλίας. Ὁ ἐκπρόσωπος τοῦ ὑπουργείου ἐδήλωσεν ὅτι οὐδεμία ἀπόφασις ἐλήφθη ἀκόμη, ἀλλὰ ἀναμένεται ἀνακοίνωσις ἐντὸς τῶν ἡμερῶν. Αἱ ἀρχαὶ ἔλαβον ἔκτακτα μέτρα διὰ τὴν ἀποκατάστασιν τῆς τάξεως καὶ τὴν ἐξυπηρέτησιν τοῦ κοινοῦ. Τὴν ἐπιστολὴν τοῦ ὑπουργείου διεβίβασεν ὁ πρεσβευτὴς τῆς χώρας μετὰ τὴν συνεδρίασιν τοῦ συμβουλίου. Κατὰ τὰς πληροφορίας ἐκ τῆς πρωτευούσης, αἱ συζητήσεις θὰ συνεχισθοῦν κατὰ τὴν προσεχῆ ἑβδομάδα, ἐνῷ ἡ κυβέρνησις ἐξετάζει τὰ ὑποβληθέντα σχέδια. Ἐξ ἄλλου ἀνεκοινώθη ὅτι ὁ ἀρμόδιος ὑπουργὸς θὰ μεταβῇ εἰς τὸ ἐξωτερικὸν διὰ συνομιλίας. Ὁ ἐκπρόσωπος τοῦ ὑπουργείου ἐδήλωσεν ὅτι οὐδεμία ἀπόφασις ἐλήφθη ἀκόμη, ἀλλὰ ἀναμένεται ἀνακοίνωσις ἐντὸς τῶν ἡμερῶν. Αἱ ἀρχαὶ ἔλαβον ἔκτακτα μέτρα διὰ τὴν ἀποκατάστασιν τῆς τάξεως καὶ τὴν ἐξυπηρέτησιν τοῦ κοινοῦ. ΣΥΝΕΛΗΦΘΗ ΕΙΣ ΛΑΟΤΙΝΟΣ ΔΙΠΛΩΜΑΤΗΣ ΜΕ 39 ΚΙΛΑ ΧΡΥΣΟΥ ΕΙΣ ΤΑΣ ΑΠΟΣΚΕΥΑΣ ΤΟΥ Τὴν ἐπιστολὴν τοῦ ὑπουργείου διεβίβασεν ὁ πρεσβευτὴς τῆς χώρας μετὰ τὴν συνεδρίασιν τοῦ συμβουλίου. Κατὰ τὰς πληροφορίας ἐκ τῆς πρωτευούσης, αἱ συζητήσεις θὰ συνεχισθοῦν κατὰ τὴν προσεχῆ ἑβδομάδα, ἐνῷ ἡ κυβέρνησις ἐξετάζει τὰ ὑποβληθέντα σχέδια. Ἐξ ἄλλου ἀνεκοινώθη ὅτι ὁ ἀρμόδιος ὑπουργὸς θὰ μεταβῇ εἰς τὸ ἐξωτερικὸν διὰ συνομιλίας. Ὁ ἐκπρόσωπος τοῦ ὑπουργείου ἐδήλωσεν ὅτι οὐδεμία ἀπόφασις ἐλήφθη ἀκόμη, ἀλλὰ ἀναμένεται ἀνακοίνωσις ἐντὸς τῶν ἡμερῶν. Αἱ ἀρχαὶ ἔλαβον ἔκτακτα μέτρα διὰ τὴν ἀποκατάστασιν τῆς τάξεως καὶ τὴν ἐξυπηρέτησιν τοῦ κοινοῦ. Τὴν ἐπιστολὴν τοῦ ὑπουργείου διεβίβασεν ὁ πρεσβευτὴς τῆς χώρας μετὰ τὴν συνεδρίασιν τοῦ συμβουλίου. Κατὰ τὰς πληροφορίας ἐκ τῆς πρωτευούσης, αἱ συζητήσεις θὰ συνεχισθοῦν κατὰ τὴν προσεχῆ ἑβδομάδα, ἐνῷ ἡ κυβέρνησις ἐξετάζει τὰ ὑποβληθέντα σχέδια. Ἐξ ἄλλου ἀνεκοινώθη ὅτι ὁ ἀρμόδιος ὑπουργὸς θὰ μεταβῇ εἰς τὸ ἐξωτερικὸν διὰ συνομιλίας. Ὁ ἐκπρόσωπος τοῦ ὑπουργείου ἐδήλωσεν ὅτι οὐδεμία ἀπόφασις ἐλήφθη ἀκόμη, ἀλλὰ ἀναμένεται ἀνακοίνωσις ἐντὸς τῶν ἡμερῶν. Αἱ ἀρχαὶ ἔλαβον ἔκτακτα μέτρα διὰ τὴν ἀποκατάστασιν τῆς τάξεως καὶ τὴν ἐξυπηρέτησιν τοῦ κοινοῦ. Διαευρυμένη παραμένει ἡ σιδηροδρομικὴ γραμμὴ Ἀθηνῶν - Θεσσαλονίκης ΔΕΝ ΚΑΤΩΡΘΩΣΑΝ ΤΑ ΣΥΝΕΡΓΕΙΑ ΝΑ ΑΠΟΜΑΚΡΥΝΟΥΝ ΤΟΥΣ ΒΡΑΧΟΥΣ Τὴν ἐπιστολὴν τοῦ ὑπουργείου διεβίβασεν ὁ πρεσβευτὴς τῆς χώρας μετὰ τὴν συνεδρίασιν τοῦ συμβουλίου. Κατὰ τὰς πληροφορίας ἐκ τῆς πρωτευούσης, αἱ συζητήσεις θὰ συνεχισθοῦν κατὰ τὴν προσεχῆ ἑβδομάδα, ἐνῷ ἡ κυβέρνησις ἐξετάζει τὰ ὑποβληθέντα σχέδια. Ἐξ ἄλλου ἀνεκοινώθη ὅτι ὁ ἀρμόδιος ὑπουργὸς θὰ μεταβῇ εἰς τὸ ἐξωτερικὸν διὰ συνομιλίας. Ὁ ἐκπρόσωπος τοῦ ὑπουργείου ἐδήλωσεν ὅτι οὐδεμία ἀπόφασις ἐλήφθη ἀκόμη, ἀλλὰ ἀναμένεται ἀνακοίνωσις ἐντὸς τῶν ἡμερῶν. Αἱ ἀρχαὶ ἔλαβον ἔκτακτα μέτρα διὰ τὴν ἀποκατάστασιν τῆς τάξεως καὶ τὴν ἐξυπηρέτησιν τοῦ κοινοῦ. Τὴν ἐπιστολὴν τοῦ ὑπουργείου διεβίβασεν ὁ πρεσβευτὴς τῆς χώρας μετὰ τὴν συνεδρίασιν τοῦ συμβουλίου. Κατὰ τὰς πληροφορίας ἐκ τῆς πρωτευούσης, αἱ συζητήσεις θὰ συνεχισθοῦν κατὰ τὴν προσεχῆ ἑβδομάδα, ἐνῷ ἡ κυβέρνησις ἐξετάζει τὰ ὑποβληθέντα σχέδια. Ἐξ ἄλλου ἀνεκοινώθη ὅτι ὁ ἀρμόδιος ὑπουργὸς θὰ μεταβῇ εἰς τὸ ἐξωτερικὸν διὰ συνομιλίας. Ὁ ἐκπρόσωπος τοῦ ὑπουργείου ἐδήλωσεν ὅτι οὐδεμία ἀπόφασις ἐλήφθη ἀκόμη, ἀλλὰ ἀναμένεται ἀνακοίνωσις ἐντὸς τῶν ἡμερῶν. Αἱ ἀρχαὶ ἔλαβον ἔκτακτα μέτρα διὰ τὴν ἀποκατάστασιν τῆς τάξεως καὶ τὴν ἐξυπηρέτησιν τοῦ κοινοῦ. ΘΑ ΑΠΟΚΑΤΑΣΤΑΘΗ Τὴν ἐπιστολὴν τοῦ ὑπουργείου διεβίβασεν ὁ πρεσβευτὴς τῆς χώρας μετὰ τὴν συνεδρίασιν τοῦ συμβουλίου. Κατὰ τὰς πληροφορίας ἐκ τῆς πρωτευούσης, αἱ συζητήσεις θὰ συνεχισθοῦν κατὰ τὴν προσεχῆ ἑβδομάδα, ἐνῷ ἡ κυβέρνησις ἐξετάζει τὰ ὑποβληθέντα σχέδια. Ἐξ ἄλλου ἀνεκοινώθη ὅτι ὁ ἀρμόδιος ὑπουργὸς θὰ μεταβῇ εἰς τὸ ἐξωτερικὸν διὰ συνομιλίας. Ὁ ἐκπρόσωπος τοῦ ὑπουργείου ἐδήλωσεν ὅτι οὐδεμία ἀπόφασις ἐλήφθη ἀκόμη, ἀλλὰ ἀναμένεται ἀνακοίνωσις ἐντὸς τῶν ἡμερῶν. Αἱ ἀρχαὶ ἔλαβον ἔκτακτα μέτρα διὰ τὴν ἀποκατάστασιν τῆς τάξεως καὶ τὴν ἐξυπηρέτησιν τοῦ κοινοῦ. <box>28 41 210 2575</box>
headline-atomic-test: ΕΞΕΣΗΘΗΣΑΝ ΚΤΙΡΙΑ ΣΥΝΕΠΕΙΑ ΔΟΚΙΜΗΣ ΑΤΟΜΙΚΗΣ ΣΥΣΚΕΥΗΣ ΕΙΣ ΗΝΩΜ. ΠΟΛΙΤΕΙΑΣ <box>220 41 319 101</box>
subhead-mini: Ο ΚΙΝΔΥΝΟΣ ΠΟΛΕΜΟΥ <box>603 797 686 805</box>
subheadline-rocks: ΔΕΝ ΚΑΤΩΡΘΩΣΑΝ ΤΑ ΣΥΝΕΡΓΕΙΑ ΝΑ ΑΠΟΜΑΚΡΥΝΟΥΝ ΤΟΥΣ ΒΡΑΧΟΥΣ <box>41 2218 197 2274</box>
column-4: Ρῶσσοι ἐπανδρώνουν καὶ τὸν Νιαγιὰν μονάδας τῆς Αἰγύπτου «ΕΑΝ ΕΚΡΑΓΗ ΝΕΟΣ ΠΟΛΕΜΟΣ ΕΙΣ ΜΕΣΗΝ ΑΝΑΤΟΛΗΝ, ΤΟΝΙΖΕΙ ΘΑ ΤΟΝ ΑΠΟΦΑΣΙΣΗ Η ΜΟΣΧΑ» Τὴν ἐπιστολὴν τοῦ ὑπουργείου διεβίβασεν ὁ πρεσβευτὴς τῆς χώρας μετὰ τὴν συνεδρίασιν τοῦ συμβουλίου. Κατὰ τὰς πληροφορίας ἐκ τῆς πρωτευούσης, αἱ συζητήσεις θὰ συνεχισθοῦν κατὰ τὴν προσεχῆ ἑβδομάδα, ἐνῷ ἡ κυβέρνησις ἐξετάζει τὰ ὑποβληθέντα σχέδια. Ἐξ ἄλλου ἀνεκοινώθη ὅτι ὁ ἀρμόδιος ὑπουργὸς θὰ μεταβῇ εἰς τὸ ἐξωτερικὸν διὰ συνομιλίας. Ὁ ἐκπρόσωπος τοῦ ὑπουργείου ἐδήλωσεν ὅτι οὐδεμία ἀπόφασις ἐλήφθη ἀκόμη, ἀλλὰ ἀναμένεται ἀνακοίνωσις ἐντὸς τῶν ἡμερῶν. Αἱ ἀρχαὶ ἔλαβον ἔκτακτα μέτρα διὰ τὴν ἀποκατάστασιν τῆς τάξεως καὶ τὴν ἐξυπηρέτησιν τοῦ κοινοῦ. Τὴν ἐπιστολὴν τοῦ ὑπουργείου διεβίβασεν ὁ πρεσβευτὴς τῆς χώρας μετὰ τὴν συνεδρίασιν τοῦ συμβουλίου. Κατὰ τὰς πληροφορίας ἐκ τῆς πρωτευούσης, αἱ συζητήσεις θὰ συνεχισθοῦν κατὰ τὴν προσεχῆ ἑβδομάδα, ἐνῷ ἡ κυβέρνησις ἐξετάζει τὰ ὑποβληθέντα σχέδια. Ἐξ ἄλλου ἀνεκοινώθη ὅτι ὁ ἀρμόδιος ὑπουργὸς θὰ μεταβῇ εἰς τὸ ἐξωτερικὸν διὰ συνομιλίας. Ὁ ἐκπρόσωπος τοῦ ὑπουργείου ἐδήλωσεν ὅτι οὐδεμία ἀπόφασις ἐλήφθη ἀκόμη, ἀλλὰ ἀναμένεται ἀνακοίνωσις ἐντὸς τῶν ἡμερῶν. Αἱ ἀρχαὶ ἔλαβον ἔκτακτα μέτρα διὰ τὴν ἀποκατάστασιν τῆς τάξεως καὶ τὴν ἐξυπηρέτησιν τοῦ κοινοῦ. Τὴν ἐπιστολὴν τοῦ ὑπουργείου διεβίβασεν ὁ πρεσβευτὴς τῆς χώρας μετὰ τὴν συνεδρίασιν τοῦ συμβουλίου. Κατὰ τὰς πληροφορίας ἐκ τῆς πρωτευούσης, αἱ συζητήσεις θὰ συνεχισθοῦν κατὰ τὴν προσεχῆ ἑβδομάδα, ἐνῷ ἡ κυβέρνησις ἐξετάζει τὰ ὑποβληθέντα σχέδια. Ἐξ ἄλλου ἀνεκοινώθη ὅτι ὁ ἀρμόδιος ὑπουργὸς θὰ μεταβῇ εἰς τὸ ἐξωτερικὸν διὰ συνομιλίας. Ὁ ἐκπρόσωπος τοῦ ὑπουργείου ἐδήλωσεν ὅτι οὐδεμία ἀπόφασις ἐλήφθη ἀκόμη, ἀλλὰ ἀναμένεται ἀνακοίνωσις ἐντὸς τῶν ἡμερῶν. Αἱ ἀρχαὶ ἔλαβον ἔκτακτα μέτρα διὰ τὴν ἀποκατάστασιν τῆς τάξεως καὶ τὴν ἐξυπηρέτησιν τοῦ κοινοῦ. Τὴν ἐπιστολὴν τοῦ ὑπουργείου διεβίβασεν ὁ πρεσβευτὴς τῆς χώρας μετὰ τὴν συνεδρίασιν τοῦ συμβουλίου. Κατὰ τὰς πληροφορίας ἐκ τῆς πρωτευούσης, αἱ συζητήσεις θὰ συνεχισθοῦν κατὰ τὴν προσεχῆ ἑβδομάδα, ἐνῷ ἡ κυβέρνησις ἐξετάζει τὰ ὑποβληθέντα σχέδια. Ἐξ ἄλλου ἀνεκοινώθη ὅτι ὁ ἀρμόδιος ὑπουργὸς θὰ μεταβῇ εἰς τὸ ἐξωτερικὸν διὰ συνομιλίας. Ὁ ἐκπρόσωπος τοῦ ὑπουργείου ἐδήλωσεν ὅτι οὐδεμία ἀπόφασις ἐλήφθη ἀκόμη, ἀλλὰ ἀναμένεται ἀνακοίνωσις ἐντὸς τῶν ἡμερῶν. Αἱ ἀρχαὶ ἔλαβον ἔκτακτα μέτρα διὰ τὴν ἀποκατάστασιν τῆς τάξεως καὶ τὴν ἐξυπηρέτησιν τοῦ κοινοῦ. Η ΠΑΡΘΕΝΙΚΗ ΠΤΗΣΙΣ ΤΟΥ 'ΚΟΝΚΟΡΝΤ' ΑΝΕΒΛΗΘΗ ΔΙΟΤΙ ΔΕΝ ΚΑΤΕΣΚΕΥΑΣΘΗΣΑΝ ΑΙ ΜΗΧΑΝΑΙ ΤΗΣ ΔΕΝ ΥΠΑΡΧΕΙ ΘΕΜΑ ΑΝΤΙΔΡΑΣΕΩΣ ΤΟΥ ΒΡΕΤΑΝΝΙΚΟΥ Τὴν ἐπιστολὴν τοῦ ὑπουργείου διεβίβασεν ὁ πρεσβευτὴς τῆς χώρας μετὰ τὴν συνεδρίασιν τοῦ συμβουλίου. Κατὰ τὰς πληροφορίας ἐκ τῆς πρωτευούσης, αἱ συζητήσεις θὰ συνεχισθοῦν κατὰ τὴν προσεχῆ ἑβδομάδα, ἐνῷ ἡ κυβέρνησις ἐξετάζει τὰ ὑποβληθέντα σχέδια. Ἐξ ἄλλου ἀνεκοινώθη ὅτι ὁ ἀρμόδιος ὑπουργὸς θὰ μεταβῇ εἰς τὸ ἐξωτερικὸν διὰ συνομιλίας. Ὁ ἐκπρόσωπος τοῦ ὑπουργείου ἐδήλωσεν ὅτι οὐδεμία ἀπόφασις ἐλήφθη ἀκόμη, ἀλλὰ ἀναμένεται ἀνακοίνωσις ἐντὸς τῶν ἡμερῶν. Αἱ ἀρχαὶ ἔλαβον ἔκτακτα μέτρα διὰ τὴν ἀποκατάστασιν τῆς τάξεως καὶ τὴν ἐξυπηρέτησιν τοῦ κοινοῦ. Τὴν ἐπιστολὴν τοῦ ὑπουργείου διεβίβασεν ὁ πρεσβευτὴς τῆς χώρας μετὰ τὴν συνεδρίασιν τοῦ συμβουλίου. Κατὰ τὰς πληροφορίας ἐκ τῆς πρωτευούσης, αἱ συζητήσεις θὰ συνεχισθοῦν κατὰ τὴν προσεχῆ ἑβδομάδα, ἐνῷ ἡ κυβέρνησις ἐξετάζει τὰ ὑποβληθέντα σχέδια. Ἐξ ἄλλου ἀνεκοινώθη ὅτι ὁ ἀρμόδιος ὑπουργὸς θὰ μεταβῇ εἰς τὸ ἐξωτερικὸν διὰ συνομιλίας. Ὁ ἐκπρόσωπος τοῦ ὑπουργείου ἐδήλωσεν ὅτι οὐδεμία ἀπόφασις ἐλήφθη ἀκόμη, ἀλλὰ ἀναμένεται ἀνακοίνωσις ἐντὸς τῶν ἡμερῶν. Αἱ ἀρχαὶ ἔλαβον ἔκτακτα μέτρα διὰ τὴν ἀποκατάστασιν τῆς τάξεως καὶ τὴν ἐξυπηρέτησιν τοῦ κοινοῦ. Τὴν ἐπιστολὴν τοῦ ὑπουργείου διεβίβασεν ὁ πρεσβευτὴς τῆς χώρας μετὰ τὴν συνεδρίασιν τοῦ συμβουλίου. Κατὰ τὰς πληροφορίας ἐκ τῆς πρωτευούσης, αἱ συζητήσεις θὰ συνεχισθοῦν κατὰ τὴν προσεχῆ ἑβδομάδα, ἐνῷ ἡ κυβέρνησις ἐξετάζει τὰ ὑποβληθέντα σχέδια. Ἐξ ἄλλου ἀνεκοινώθη ὅτι ὁ ἀρμόδιος ὑπουργὸς θὰ μεταβῇ εἰς τὸ ἐξωτερικὸν διὰ συνομιλίας. Ὁ ἐκπρόσωπος τοῦ ὑπουργείου ἐδήλωσεν ὅτι οὐδεμία ἀπόφασις ἐλήφθη ἀκόμη, ἀλλὰ ἀναμένεται ἀνακοίνωσις ἐντὸς τῶν ἡμερῶν. Αἱ ἀρχαὶ ἔλαβον ἔκτακτα μέτρα διὰ τὴν ἀποκατάστασιν τῆς τάξεως καὶ τὴν ἐξυπηρέτησιν τοῦ κοινοῦ. Τὴν ἐπιστολὴν τοῦ ὑπουργείου διεβίβασεν ὁ πρεσβευτὴς τῆς χώρας μετὰ τὴν συνεδρίασιν τοῦ συμβουλίου. Κατὰ τὰς πληροφορίας ἐκ τῆς πρωτευούσης, αἱ συζητήσεις θὰ συνεχισθοῦν κατὰ τὴν προσεχῆ ἑβδομάδα, ἐνῷ ἡ κυβέρνησις ἐξετάζει τὰ ὑποβληθέντα σχέδια. Ἐξ ἄλλου ἀνεκοινώθη ὅτι ὁ ἀρμόδιος ὑπουργὸς θὰ μεταβῇ εἰς τὸ ἐξωτερικὸν διὰ συνομιλίας. Ὁ ἐκπρόσωπος τοῦ ὑπουργείου ἐδήλωσεν ὅτι οὐδεμία ἀπόφασις ἐλήφθη ἀκόμη, ἀλλὰ ἀναμένεται ἀνακοίνωσις ἐντὸς τῶν ἡμερῶν. Αἱ ἀρχαὶ ἔλαβον ἔκτακτα μέτρα διὰ τὴν ἀποκατάστασιν τῆς τάξεως καὶ τὴν ἐξυπηρέτησιν τοῦ κοινοῦ. ΕΝΤΟΝΟΙ ΔΙΑΜΑΡΤΥΡΙΑΙ ΔΙΑ ΤΗΝ ΤΥΧΗΝ ΤΩΝ ΝΕΓΡΩΝ ΠΡΟΚΑΛΟΥΝ ΔΑΚΡΥΑ ΕΙΣ ΤΗΝ κ. ΤΖΟΝΣΟΝ ΚΑΤΑ ΤΗΝ ΔΙΑΡΚΕΙΑΝ ΓΕΥΜΑΤΟΣ ΕΙΣ ΤΟΝ ΛΕΥΚΟΝ ΟΙΚΟΝ Τὴν ἐπιστολὴν τοῦ ὑπουργείου διεβίβασεν ὁ πρεσβευτὴς τῆς χώρας μετὰ τὴν συνεδρίασιν τοῦ συμβουλίου. Κατὰ τὰς πληροφορίας ἐκ τῆς πρωτευούσης, αἱ συζητήσεις θὰ συνεχισθοῦν κατὰ τὴν προσεχῆ ἑβδομάδα, ἐνῷ ἡ κυβέρνησις ἐξετάζει τὰ ὑποβληθέντα σχέδια. Ἐξ ἄλλου ἀνεκοινώθη ὅτι ὁ ἀρμόδιος ὑπουργὸς θὰ μεταβῇ εἰς τὸ ἐξωτερικὸν διὰ συνομιλίας. Ὁ ἐκπρόσωπος τοῦ ὑπουργείου ἐδήλωσεν ὅτι οὐδεμία ἀπόφασις ἐλήφθη ἀκόμη, ἀλλὰ ἀναμένεται ἀνακοίνωσις ἐντὸς τῶν ἡμερῶν. Αἱ ἀρχαὶ ἔλαβον ἔκτακτα μέτρα διὰ τὴν ἀποκατάστασιν τῆς τάξεως καὶ τὴν ἐξυπηρέτησιν τοῦ κοινοῦ. Τὴν ἐπιστολὴν τοῦ ὑπουργείου διεβίβασεν ὁ πρεσβευτὴς τῆς χώρας μετὰ τὴν συνεδρίασιν τοῦ συμβουλίου. Κατὰ τὰς πληροφορίας ἐκ τῆς πρωτευούσης, αἱ συζητήσεις θὰ συνεχισθοῦν κατὰ τὴν προσεχῆ ἑβδομάδα, ἐνῷ ἡ κυβέρνησις ἐξετάζει τὰ ὑποβληθέντα σχέδια. Ἐξ ἄλλου ἀνεκοινώθη ὅτι ὁ ἀρμόδιος ὑπουργὸς θὰ μεταβῇ εἰς τὸ ἐξωτερικὸν διὰ συνομιλίας. Ὁ ἐκπρόσωπος τοῦ ὑπουργείου ἐδήλωσεν ὅτι οὐδεμία ἀπόφασις ἐλήφθη ἀκόμη, ἀλλὰ ἀναμένεται ἀνακοίνωσις ἐντὸς τῶν ἡμερῶν. Αἱ ἀρχαὶ ἔλαβον ἔκτακτα μέτρα διὰ τὴν ἀποκατάστασιν τῆς τάξεως καὶ τὴν ἐξυπηρέτησιν τοῦ κοινοῦ. Τὴν ἐπιστολὴν τοῦ ὑπουργείου διεβίβασεν ὁ πρεσβευτὴς τῆς χώρας μετὰ τὴν συνεδρίασιν τοῦ συμβουλίου. Κατὰ τὰς πληροφορίας ἐκ τῆς πρωτευούσης, αἱ συζητήσεις θὰ συνεχισθοῦν κατὰ τὴν προσεχῆ ἑβδομάδα, ἐνῷ ἡ κυβέρνησις ἐξετάζει τὰ ὑποβληθέντα σχέδια. Ἐξ ἄλλου ἀνεκοινώθη ὅτι ὁ ἀρμόδιος ὑπουργὸς θὰ μεταβῇ εἰς τὸ ἐξωτερικὸν διὰ συνομιλίας. Ὁ ἐκπρόσωπος τοῦ ὑπουργείου ἐδήλωσεν ὅτι οὐδεμία ἀπόφασις ἐλήφθη ἀκόμη, ἀλλὰ ἀναμένεται ἀνακοίνωσις ἐντὸς τῶν ἡμερῶν. Αἱ ἀρχαὶ ἔλαβον ἔκτακτα μέτρα διὰ τὴν ἀποκατάστασιν τῆς τάξεως καὶ τὴν ἐξυπηρέτησιν τοῦ κοινοῦ. Τὴν ἐπιστολὴν τοῦ ὑπουργείου διεβίβασεν ὁ πρεσβευτὴς τῆς χώρας μετὰ τὴν συνεδρίασιν τοῦ συμβουλίου. Κατὰ τὰς πληροφορίας ἐκ τῆς πρωτευούσης, αἱ συζητήσεις θὰ συνεχισθοῦν κατὰ τὴν προσεχῆ ἑβδομάδα, ἐνῷ ἡ κυβέρνησις ἐξετάζει τὰ ὑποβληθέντα σχέδια. Ἐξ ἄλλου ἀνεκοινώθη ὅτι ὁ ἀρμόδιος ὑπουργὸς θὰ μεταβῇ εἰς τὸ ἐξωτερικὸν διὰ συνομιλίας. Ὁ ἐκπρόσωπος τοῦ ὑπουργείου ἐδήλωσεν ὅτι οὐδεμία ἀπόφασις ἐλήφθη ἀκόμη, ἀλλὰ ἀναμένεται ἀνακοίνωσις ἐντὸς τῶν ἡμερῶν. Αἱ ἀρχαὶ ἔλαβον ἔκτακτα μέτρα διὰ τὴν ἀποκατάστασιν τῆς τάξεως καὶ τὴν ἐξυπηρέτησιν τοῦ κοινοῦ. Τὴν ἐπιστολὴν τοῦ ὑπουργείου διεβίβασεν ὁ πρεσβευτὴς τῆς χώρας μετὰ τὴν συνεδρίασιν τοῦ συμβουλίου. Κατὰ τὰς πληροφορίας ἐκ τῆς πρωτευούσης, αἱ συζητήσεις θὰ συνεχισθοῦν κατὰ τὴν προσεχῆ ἑβδομάδα, ἐνῷ ἡ κυβέρνησις ἐξετάζει τὰ ὑποβληθέντα σχέδια. Ἐξ ἄλλου ἀνεκοινώθη ὅτι ὁ ἀρμόδιος ὑπουργὸς θὰ μεταβῇ εἰς τὸ ἐξωτερικὸν διὰ συνομιλίας. Ὁ ἐκπρόσωπος τοῦ ὑπουργείου ἐδήλωσεν ὅτι οὐδεμία ἀπόφασις ἐλήφθη ἀκόμη, ἀλλὰ ἀναμένεται ἀνακοίνωσις ἐντὸς τῶν ἡμερῶν. Αἱ ἀρχαὶ ἔλαβον ἔκτακτα μέτρα διὰ τὴν ἀποκατάστασιν τῆς τάξεως καὶ τὴν ἐξυπηρέτησιν τοῦ κοινοῦ. Ο ΣΑΧΗΣ ΜΕΤΑ ΤΗΝ ΠΕΡΙΟΔΕΙΑΝ ΕΙΣ ΤΗΝ ΜΑΛΑΙΣΙΑΝ ΘΑ ΕΠΙΣΚΕΦΘΗ ΕΠΙΣΗΜΩΣ ΚΑΙ ΤΗΝ ΤΑ-Υ-ΛΑΝΔΗΝ Τὴν ἐπιστολὴν τοῦ ὑπουργείου διεβίβασεν ὁ πρεσβευτὴς τῆς χώρας μετὰ τὴν συνεδρίασιν τοῦ συμβουλίου. Κατὰ τὰς πληροφορίας ἐκ τῆς πρωτευούσης, αἱ συζητήσεις θὰ συνεχισθοῦν κατὰ τὴν προσεχῆ ἑβδομάδα, ἐνῷ ἡ κυβέρνησις ἐξετάζει τὰ ὑποβληθέντα σχέδια. Ἐξ ἄλλου ἀνεκοινώθη ὅτι ὁ ἀρμόδιος ὑπουργὸς θὰ μεταβῇ εἰς τὸ ἐξωτερικὸν διὰ συνομιλίας. Ὁ ἐκπρόσωπος τοῦ ὑπουργείου ἐδήλωσεν ὅτι οὐδεμία ἀπόφασις ἐλήφθη ἀκόμη, ἀλλὰ ἀναμένεται ἀνακοίνωσις ἐντὸς τῶν ἡμερῶν. Αἱ ἀρχαὶ ἔλαβον ἔκτακτα μέτρα διὰ τὴν ἀποκατάστασιν τῆς τάξεως καὶ τὴν ἐξυπηρέτησιν τοῦ κοινοῦ. Τὴν ἐπιστολὴν τοῦ ὑπουργείου διεβίβασεν ὁ πρεσβευτὴς τῆς χώρας μετὰ τὴν συνεδρίασιν τοῦ συμβουλίου. Κατὰ τὰς πληροφορίας ἐκ τῆς πρωτευούσης, αἱ συζητήσεις θὰ συνεχισθοῦν κατὰ τὴν προσεχῆ ἑβδομάδα, ἐνῷ ἡ κυβέρνησις ἐξετάζει τὰ ὑποβληθέντα σχέδια. Ἐξ ἄλλου ἀνεκοινώθη ὅτι ὁ ἀρμόδιος ὑπουργὸς θὰ μεταβῇ εἰς τὸ ἐξωτερικὸν διὰ συνομιλίας. Ὁ ἐκπρόσωπος τοῦ ὑπουργείου ἐδήλωσεν ὅτι οὐδεμία ἀπόφασις ἐλήφθη ἀκόμη, ἀλλὰ ἀναμένεται ἀνακοίνωσις ἐντὸς τῶν ἡμερῶν. Αἱ ἀρχαὶ ἔλαβον ἔκτακτα μέτρα διὰ τὴν ἀποκατάστασιν τῆς τάξεως καὶ τὴν ἐξυπηρέτησιν τοῦ κοινοῦ. ΜΥΣΤΗΡΙΩΔΕΣ 'ΙΠΤΑΜΕΝΟΝ ΑΝΤΙΚΕΙΜΕΝΟΝ' ΕΝΕΦΑΝΙΣΘΗ ΕΚ ΝΕΟΥ ΕΙΣ ΤΗΝ ΠΕΡΣΙΑΝ 13.000 ΔΡΑΧΜΑΙ ΔΙΑ ΤΟΥΣ ΣΕΙΣΜΟΠΑΘΕΙΣ Τὴν ἐπιστολὴν τοῦ ὑπουργείου διεβίβασεν ὁ πρεσβευτὴς τῆς χώρας μετὰ τὴν συνεδρίασιν τοῦ συμβουλίου. Κατὰ τὰς πληροφορίας ἐκ τῆς πρωτευούσης, αἱ συζητήσεις θὰ συνεχισθοῦν κατὰ τὴν προσεχῆ ἑβδομάδα, ἐνῷ ἡ κυβέρνησις ἐξετάζει τὰ ὑποβληθέντα σχέδια. Ἐξ ἄλλου ἀνεκοινώθη ὅτι ὁ ἀρμόδιος ὑπουργὸς θὰ μεταβῇ εἰς τὸ ἐξωτερικὸν διὰ συνομιλίας. Ὁ ἐκπρόσωπος τοῦ ὑπουργείου ἐδήλωσεν ὅτι οὐδεμία ἀπόφασις ἐλήφθη ἀκόμη, ἀλλὰ ἀναμένεται ἀνακοίνωσις ἐντὸς τῶν ἡμερῶν. Αἱ ἀρχαὶ ἔλαβον ἔκτακτα μέτρα διὰ τὴν ἀποκατάστασιν τῆς τάξεως καὶ τὴν ἐξυπηρέτησιν τοῦ κοινοῦ. ΕΓΚΡΙΣΙΣ ΔΙΑΘΕΣΕΩΣ ΓΕΦΥΡΟΠΛΑΣΤΙΓΓΩΝ Τὴν ἐπιστολὴν τοῦ ὑπουργείου διεβίβασεν ὁ πρεσβευτὴς τῆς χώρας μετὰ τὴν συνεδρίασιν τοῦ συμβουλίου. Κατὰ τὰς πληροφορίας ἐκ τῆς πρωτευούσης, αἱ συζητήσεις θὰ συνεχισθοῦν κατὰ τὴν προσεχῆ ἑβδομάδα, ἐνῷ ἡ κυβέρνησις ἐξετάζει τὰ ὑποβληθέντα σχέδια. Ἐξ ἄλλου ἀνεκοινώθη ὅτι ὁ ἀρμόδιος ὑπουργὸς θὰ μεταβῇ εἰς τὸ ἐξωτερικὸν διὰ συνομιλίας. Ὁ ἐκπρόσωπος τοῦ ὑπουργείου ἐδήλωσεν ὅτι οὐδεμία ἀπόφασις ἐλήφθη ἀκόμη, ἀλλὰ ἀναμένεται ἀνακοίνωσις ἐντὸς τῶν ἡμερῶν. Αἱ ἀρχαὶ ἔλαβον ἔκτακτα μέτρα διὰ τὴν ἀποκατάστασιν τῆς τάξεως καὶ τὴν ἐξυπηρέτησιν τοῦ κοινοῦ. Τὴν ἐπιστολὴν τοῦ ὑπουργείου διεβίβασεν ὁ πρεσβευτὴς τῆς χώρας μετὰ τὴν συνεδρίασιν τοῦ συμβουλίου. Κατὰ τὰς πληροφορίας ἐκ τῆς πρωτευούσης, αἱ συζητήσεις θὰ συνεχισθοῦν κατὰ τὴν προσεχῆ ἑβδομάδα, ἐνῷ ἡ κυβέρνησις ἐξετάζει τὰ ὑποβληθέντα σχέδια. Ἐξ ἄλλου ἀνεκοινώθη ὅτι ὁ ἀρμόδιος ὑπουργὸς θὰ μεταβῇ εἰς τὸ ἐξωτερικὸν διὰ συνομιλίας. Ὁ ἐκπρόσωπος τοῦ ὑπουργείου ἐδήλωσεν ὅτι οὐδεμία ἀπόφασις ἐλήφθη ἀκόμη, ἀλλὰ ἀναμένεται ἀνακοίνωσις ἐντὸς τῶν ἡμερῶν. Αἱ ἀρχαὶ ἔλαβον ἔκτακτα μέτρα διὰ τὴν ἀποκατάστασιν τῆς τάξεως καὶ τὴν ἐξυπηρέτησιν τοῦ κοινοῦ. Η ΒΡΕΤΑΝΝΙΑ ΔΙΑΨΕΥΔΕΙ ΚΑΤΗΓΟΡΗΜΑΤΙΚΩΣ ΤΑ ΠΕΡΙ ΑΠΟΣΤΟΛΗΣ ΣΤΡΑΤΟΥ ΕΙΣ ΝΙΓΗΡΙΑΝ Τὴν ἐπιστολὴν τοῦ ὑπουργείου διεβίβασεν ὁ πρεσβευτὴς τῆς χώρας μετὰ τὴν συνεδρίασιν τοῦ συμβουλίου. Κατὰ τὰς πληροφορίας ἐκ τῆς πρωτευούσης, αἱ συζητήσεις θὰ συνεχισθοῦν κατὰ τὴν προσεχῆ ἑβδομάδα, ἐνῷ ἡ κυβέρνησις ἐξετάζει τὰ ὑποβληθέντα σχέδια. Ἐξ ἄλλου ἀνεκοινώθη ὅτι ὁ ἀρμόδιος ὑπουργὸς θὰ μεταβῇ εἰς τὸ ἐξωτερικὸν διὰ συνομιλίας. Ὁ ἐκπρόσωπος τοῦ ὑπουργείου ἐδήλωσεν ὅτι οὐδεμία ἀπόφασις ἐλήφθη ἀκόμη, ἀλλὰ ἀναμένεται ἀνακοίνωσις ἐντὸς τῶν ἡμερῶν. Αἱ ἀρχαὶ ἔλαβον ἔκτακτα μέτρα διὰ τὴν ἀποκατάστασιν τῆς τάξεως καὶ τὴν ἐξυπηρέτησιν τοῦ κοινοῦ. Τὴν ἐπιστολὴν τοῦ ὑπουργείου διεβίβασεν ὁ πρεσβευτὴς τῆς χώρας μετὰ τὴν συνεδρίασιν τοῦ συμβουλίου. Κατὰ τὰς πληροφορίας ἐκ τῆς πρωτευούσης, αἱ συζητήσεις θὰ συνεχισθοῦν κατὰ τὴν προσεχῆ ἑβδομάδα, ἐνῷ ἡ κυβέρνησις ἐξετάζει τὰ ὑποβληθέντα σχέδια. Ἐξ ἄλλου ἀνεκοινώθη ὅτι ὁ ἀρμόδιος ὑπουργὸς θὰ μεταβῇ εἰς τὸ ἐξωτερικὸν διὰ συνομιλίας. Ὁ ἐκπρόσωπος τοῦ ὑπουργείου ἐδήλωσεν ὅτι οὐδεμία ἀπόφασις ἐλήφθη ἀκόμη, ἀλλὰ ἀναμένεται ἀνακοίνωσις ἐντὸς τῶν ἡμερῶν. Αἱ ἀρχαὶ ἔλαβον ἔκτακτα μέτρα διὰ τὴν ἀποκατάστασιν τῆς τάξεως καὶ τὴν ἐξυπηρέτησιν τοῦ κοινοῦ. Ἡ Ἀμερικὴ πιέζει τὴν Ἰαπωνίαν νὰ δεχθῇ ἐπὶ τοῦ ἐδάφους της ἵδρυσιν θερμοπυρηνικῶν βάσεων ΠΟΙΟΙ ΟΙ ΑΝΤΙΚΕΙΜΕΝΙΚΟΙ ΣΚΟΠΟΙ ΤΟΥ ΚΑΤΑΠΛΟΥ ΤΟΥ «ΕΝΤΕΡΠΡΑΙΖ» Τὴν ἐπιστολὴν τοῦ ὑπουργείου διεβίβασεν ὁ πρεσβευτὴς τῆς χώρας μετὰ τὴν συνεδρίασιν τοῦ συμβουλίου. Κατὰ τὰς πληροφορίας ἐκ τῆς πρωτευούσης, αἱ συζητήσεις θὰ συνεχισθοῦν κατὰ τὴν προσεχῆ ἑβδομάδα, ἐνῷ ἡ κυβέρνησις ἐξετάζει τὰ ὑποβληθέντα σχέδια. Ἐξ ἄλλου ἀνεκοινώθη ὅτι ὁ ἀρμόδιος ὑπουργὸς θὰ μεταβῇ εἰς τὸ ἐξωτερικὸν διὰ συνομιλίας. Ὁ ἐκπρόσωπος τοῦ ὑπουργείου ἐδήλωσεν ὅτι οὐδεμία ἀπόφασις ἐλήφθη ἀκόμη, ἀλλὰ ἀναμένεται ἀνακοίνωσις ἐντὸς τῶν ἡμερῶν. Αἱ ἀρχαὶ ἔλαβον ἔκτακτα μέτρα διὰ τὴν ἀποκατάστασιν τῆς τάξεως καὶ τὴν ἐξυπηρέτησιν τοῦ κοινοῦ. Τὴν ἐπιστολὴν τοῦ ὑπουργείου διεβίβασεν ὁ πρεσβευτὴς τῆς χώρας μετὰ τὴν συνεδρίασιν τοῦ συμβουλίου. Κατὰ τὰς πληροφορίας ἐκ τῆς πρωτευούσης, αἱ συζητήσεις θὰ συνεχισθοῦν κατὰ τὴν προσεχῆ ἑβδομάδα, ἐνῷ ἡ κυβέρνησις ἐξετάζει τὰ ὑποβληθέντα σχέδια. Ἐξ ἄλλου ἀνεκοινώθη ὅτι ὁ ἀρμόδιος ὑπουργὸς θὰ μεταβῇ εἰς τὸ ἐξωτερικὸν διὰ συνομιλίας. Ὁ ἐκπρόσωπος τοῦ ὑπουργείου ἐδήλωσεν ὅτι οὐδεμία ἀπόφασις ἐλήφθη ἀκόμη, ἀλλὰ ἀναμένεται ἀνακοίνωσις ἐντὸς τῶν ἡμερῶν. Αἱ ἀρχαὶ ἔλαβον ἔκτακτα μέτρα διὰ τὴν ἀποκατάστασιν τῆς τάξεως καὶ τὴν ἐξυπηρέτησιν τοῦ κοινοῦ. <box>855 41 1135 1804</box>
headline-pearson-succession: ΕΠΤΑ ΥΠΟΨΗΦΙΟΙ ΔΙΑ ΤΗΝ ΔΙΑΔΟΧΗΝ ΤΟΥ κ. ΠΗΡΣΟΝ <box>220 1199 323 1230</box>
subhead-mini: ΕΚΤΑΚΤΑ ΜΕΤΡΑ ΕΙΣ ΓΑΖΑΝ <box>733 1583 831 1591</box>
subhead-lizardos: Ο κ. ΛΙΖΑΡΔΟΣ ΕΔΕΧΘΗ ΤΟΥΣ ΕΚΠΡΟΣΩΠΟΥΣ ΕΠΑΓΓΕΛΜΑΤΙΩΝ <box>28 894 115 938</box>
subhead-earthquake: 13.000 ΔΡΑΧΜΑΙ ΔΙΑ ΤΟΥΣ ΣΕΙΣΜΟΠΑΘΕΙΣ <box>866 1228 981 1247</box>
headline-railway: Διαευρυμένη παραμένει ἡ σιδηροδρομικὴ γραμμὴ Ἀθηνῶν - Θεσσαλονίκης <box>29 2121 209 2218</box>
